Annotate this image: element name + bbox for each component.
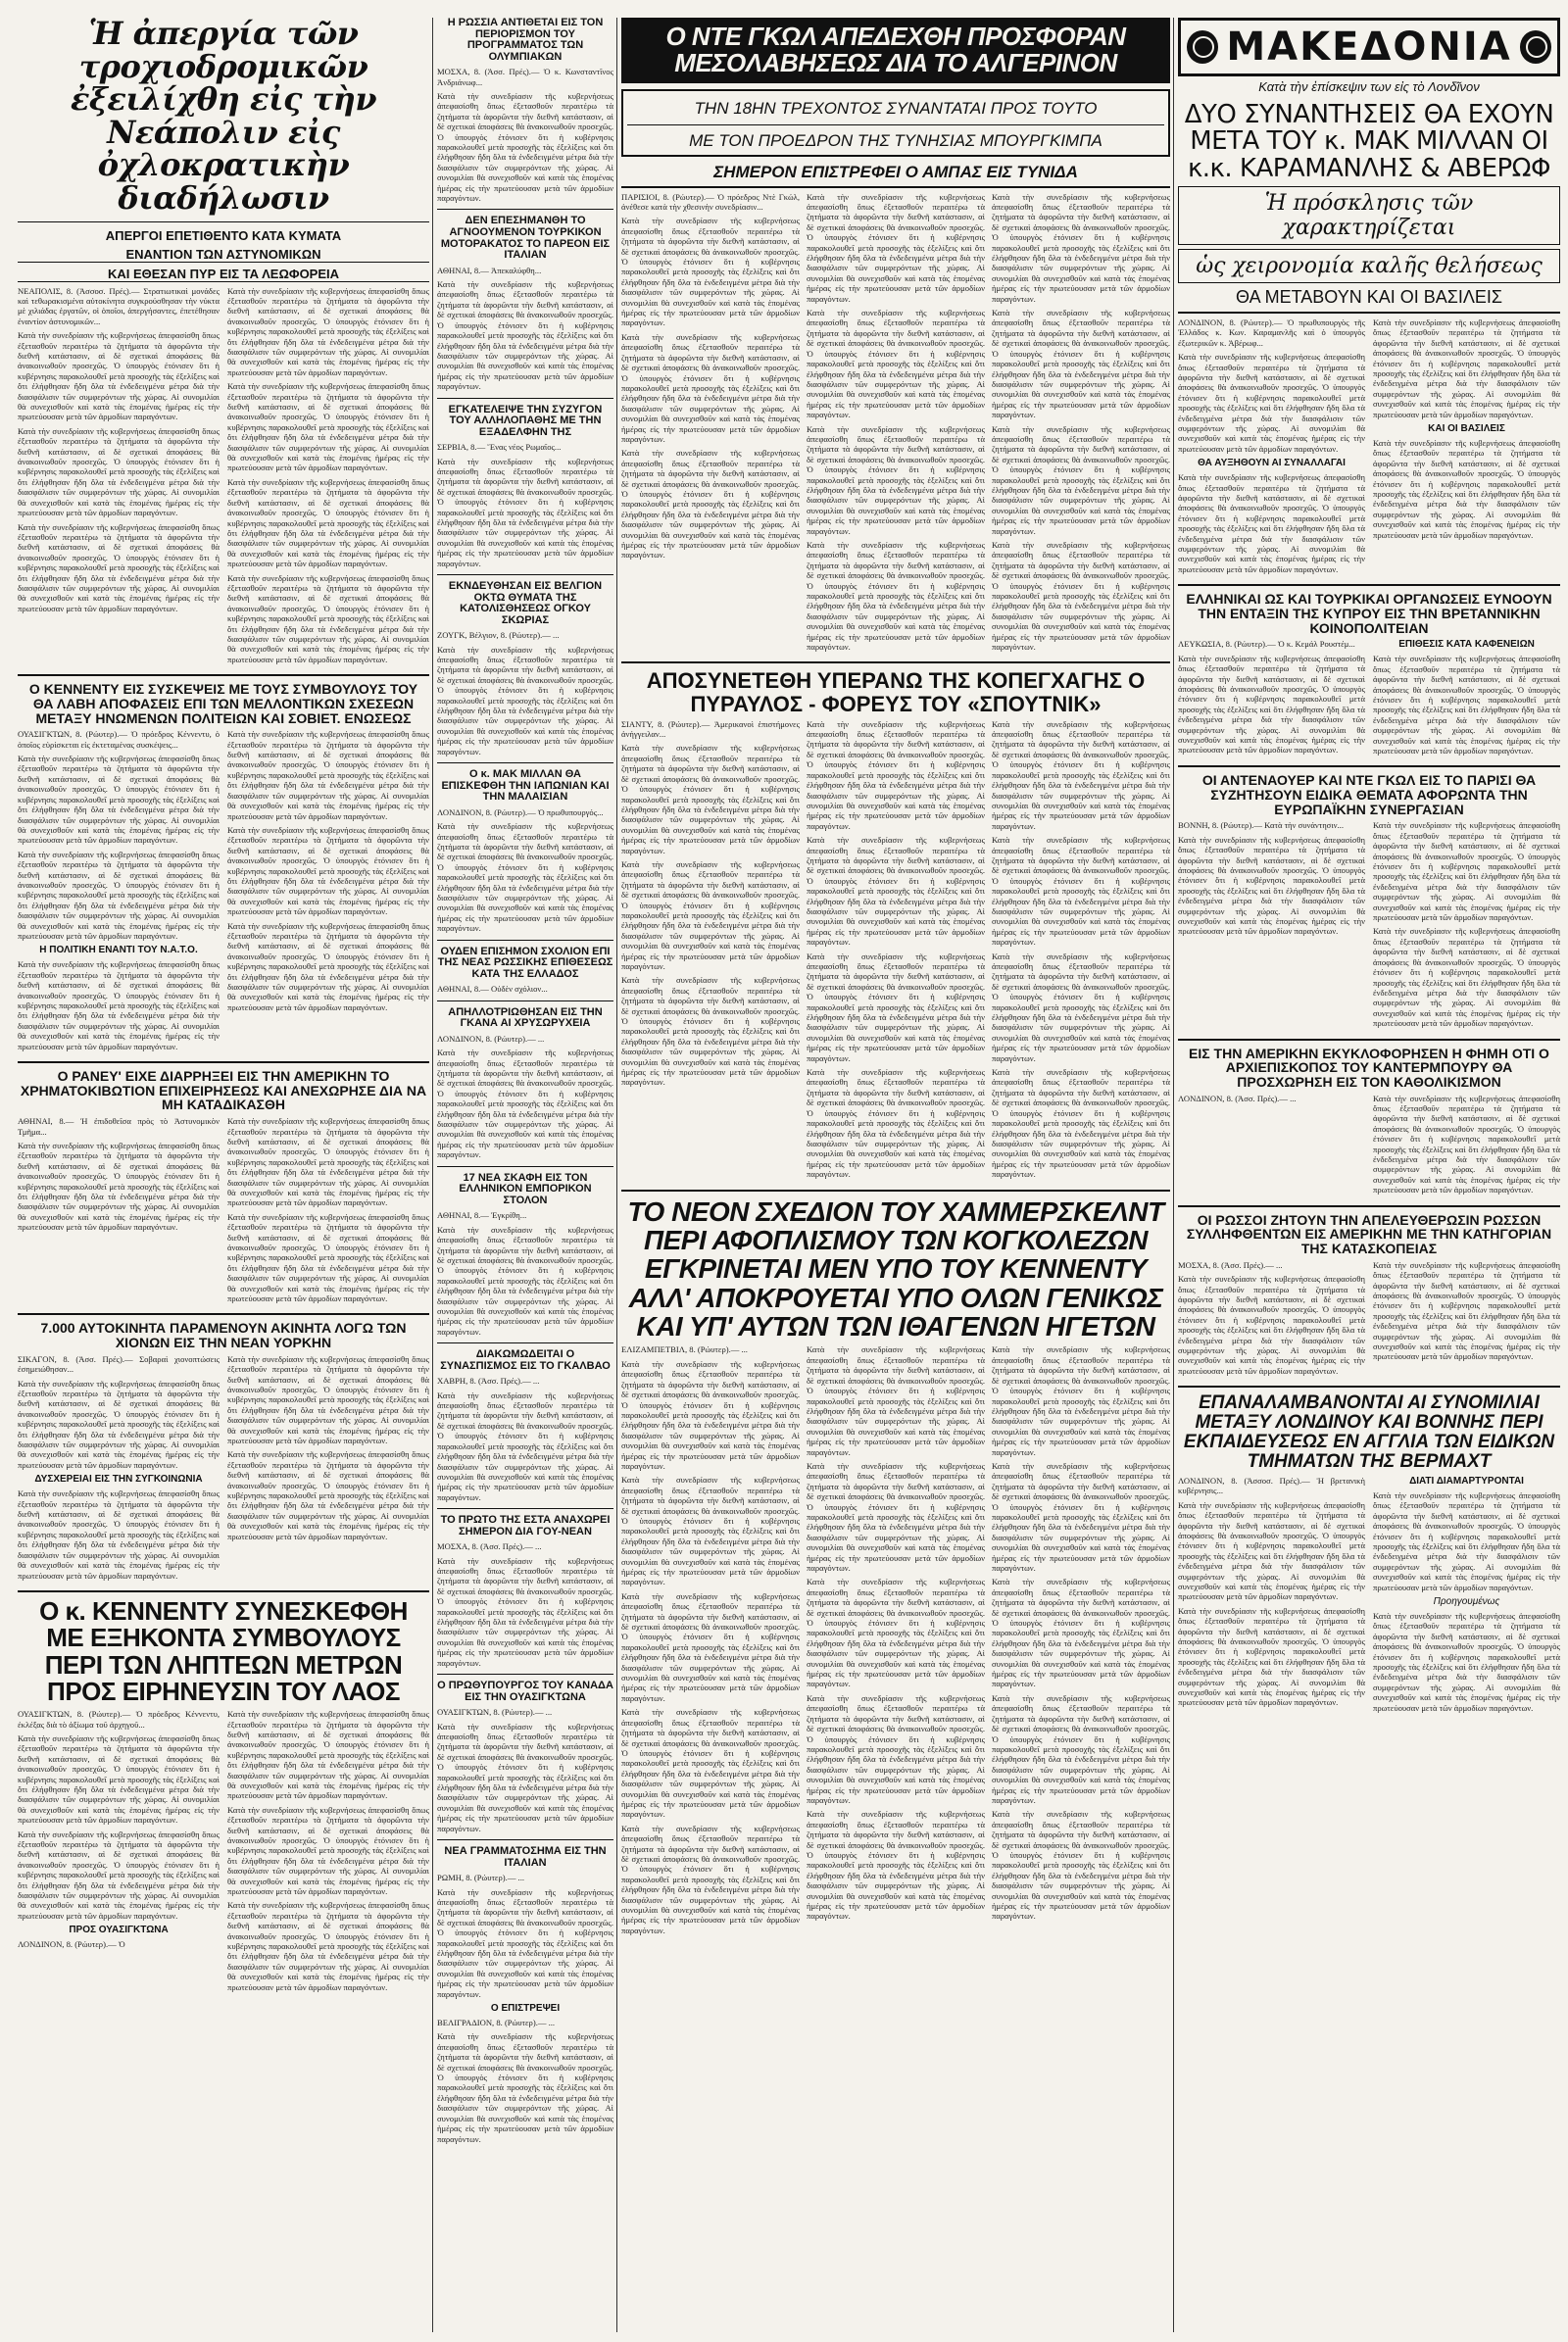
body-paragraph: Κατὰ τὴν συνεδρίασιν τῆς κυβερνήσεως ἀπεφασίσθη ὅπως ἐξετασθοῦν περαιτέρω τὰ ζητήματα τὰ ἀφορῶντα τὴν διεθνῆ κατάστασιν, αἱ δὲ σχετικαὶ ἀποφάσεις θὰ ἀνακοινωθοῦν προσεχῶς. Ὁ ὑπουργὸς ἐτόνισεν ὅτι ἡ κυβέρνησις παρακολουθεῖ μετὰ προσοχῆς τὰς ἐξελίξεις καὶ ὅτι ἐλήφθησαν ἤδη ὅλα τὰ ἐνδεδειγμένα μέτρα διὰ τὴν διασφάλισιν τῶν συμφερόντων τῆς χώρας. Αἱ συνομιλίαι θὰ συνεχισθοῦν καὶ κατὰ τὰς ἑπομένας ἡμέρας εἰς τὴν πρωτεύουσαν μετὰ τῶν ἁρμοδίων παραγόντων. bbox=[1178, 472, 1365, 574]
dateline: ΜΟΣΧΑ, 8. (Ἀσσ. Πρές).— ... bbox=[437, 1541, 542, 1552]
article-body bbox=[18, 282, 429, 669]
body-paragraph: Κατὰ τὴν συνεδρίασιν τῆς κυβερνήσεως ἀπεφασίσθη ὅπως ἐξετασθοῦν περαιτέρω τὰ ζητήματα τὰ ἀφορῶντα τὴν διεθνῆ κατάστασιν, αἱ δὲ σχετικαὶ ἀποφάσεις θὰ ἀνακοινωθοῦν προσεχῶς. Ὁ ὑπουργὸς ἐτόνισεν ὅτι ἡ κυβέρνησις παρακολουθεῖ μετὰ προσοχῆς τὰς ἐξελίξεις καὶ ὅτι ἐλήφθησαν ἤδη ὅλα τὰ ἐνδεδειγμένα μέτρα διὰ τὴν διασφάλισιν τῶν συμφερόντων τῆς χώρας. Αἱ συνομιλίαι θὰ συνεχισθοῦν καὶ κατὰ τὰς ἑπομένας ἡμέρας εἰς τὴν πρωτεύουσαν μετὰ τῶν ἁρμοδίων παραγόντων. bbox=[1178, 1499, 1365, 1602]
article-body bbox=[1178, 1472, 1560, 1717]
article-body bbox=[1178, 1256, 1560, 1380]
macmillan-japan-headline: Ο κ. ΜΑΚ ΜΙΛΛΑΝ ΘΑ ΕΠΙΣΚΕΦΘΗ ΤΗΝ ΙΑΠΩΝΙΑΝ ΚΑΙ ΤΗΝ ΜΑΛΑΙΣΙΑΝ bbox=[441, 768, 610, 804]
divider bbox=[18, 1313, 429, 1315]
masthead-tagline: Κατὰ τὴν ἐπίσκεψιν των εἰς τὸ Λονδῖνον bbox=[1258, 79, 1480, 94]
body-paragraph: Κατὰ τὴν συνεδρίασιν τῆς κυβερνήσεως ἀπεφασίσθη ὅπως ἐξετασθοῦν περαιτέρω τὰ ζητήματα τὰ ἀφορῶντα τὴν διεθνῆ κατάστασιν, αἱ δὲ σχετικαὶ ἀποφάσεις θὰ ἀνακοινωθοῦν προσεχῶς. Ὁ ὑπουργὸς ἐτόνισεν ὅτι ἡ κυβέρνησις παρακολουθεῖ μετὰ προσοχῆς τὰς ἐξελίξεις καὶ ὅτι ἐλήφθησαν ἤδη ὅλα τὰ ἐνδεδειγμένα μέτρα διὰ τὴν διασφάλισιν τῶν συμφερόντων τῆς χώρας. Αἱ συνομιλίαι θὰ συνεχισθοῦν καὶ κατὰ τὰς ἑπομένας ἡμέρας εἰς τὴν πρωτεύουσαν μετὰ τῶν ἁρμοδίων παραγόντων. bbox=[807, 1577, 985, 1689]
divider bbox=[437, 1342, 613, 1343]
divider bbox=[437, 1166, 613, 1167]
article-body bbox=[18, 1350, 429, 1585]
body-paragraph: Κατὰ τὴν συνεδρίασιν τῆς κυβερνήσεως ἀπεφασίσθη ὅπως ἐξετασθοῦν περαιτέρω τὰ ζητήματα τὰ ἀφορῶντα τὴν διεθνῆ κατάστασιν, αἱ δὲ σχετικαὶ ἀποφάσεις θὰ ἀνακοινωθοῦν προσεχῶς. Ὁ ὑπουργὸς ἐτόνισεν ὅτι ἡ κυβέρνησις παρακολουθεῖ μετὰ προσοχῆς τὰς ἐξελίξεις καὶ ὅτι ἐλήφθησαν ἤδη ὅλα τὰ ἐνδεδειγμένα μέτρα διὰ τὴν διασφάλισιν τῶν συμφερόντων τῆς χώρας. Αἱ συνομιλίαι θὰ συνεχισθοῦν καὶ κατὰ τὰς ἑπομένας ἡμέρας εἰς τὴν πρωτεύουσαν μετὰ τῶν ἁρμοδίων παραγόντων. bbox=[437, 644, 613, 756]
body-paragraph: Κατὰ τὴν συνεδρίασιν τῆς κυβερνήσεως ἀπεφασίσθη ὅπως ἐξετασθοῦν περαιτέρω τὰ ζητήματα τὰ ἀφορῶντα τὴν διεθνῆ κατάστασιν, αἱ δὲ σχετικαὶ ἀποφάσεις θὰ ἀνακοινωθοῦν προσεχῶς. Ὁ ὑπουργὸς ἐτόνισεν ὅτι ἡ κυβέρνησις παρακολουθεῖ μετὰ προσοχῆς τὰς ἐξελίξεις καὶ ὅτι ἐλήφθησαν ἤδη ὅλα τὰ ἐνδεδειγμένα μέτρα διὰ τὴν διασφάλισιν τῶν συμφερόντων τῆς χώρας. Αἱ συνομιλίαι θὰ συνεχισθοῦν καὶ κατὰ τὰς ἑπομένας ἡμέρας εἰς τὴν πρωτεύουσαν μετὰ τῶν ἁρμοδίων παραγόντων. bbox=[18, 330, 220, 422]
ships-headline: 17 ΝΕΑ ΣΚΑΦΗ ΕΙΣ ΤΟΝ ΕΛΛΗΝΙΚΟΝ ΕΜΠΟΡΙΚΟΝ ΣΤΟΛΟΝ bbox=[459, 1171, 592, 1206]
body-paragraph: Κατὰ τὴν συνεδρίασιν τῆς κυβερνήσεως ἀπεφασίσθη ὅπως ἐξετασθοῦν περαιτέρω τὰ ζητήματα τὰ ἀφορῶντα τὴν διεθνῆ κατάστασιν, αἱ δὲ σχετικαὶ ἀποφάσεις θὰ ἀνακοινωθοῦν προσεχῶς. Ὁ ὑπουργὸς ἐτόνισεν ὅτι ἡ κυβέρνησις παρακολουθεῖ μετὰ προσοχῆς τὰς ἐξελίξεις καὶ ὅτι ἐλήφθησαν ἤδη ὅλα τὰ ἐνδεδειγμένα μέτρα διὰ τὴν διασφάλισιν τῶν συμφερόντων τῆς χώρας. Αἱ συνομιλίαι θὰ συνεχισθοῦν καὶ κατὰ τὰς ἑπομένας ἡμέρας εἰς τὴν πρωτεύουσαν μετὰ τῶν ἁρμοδίων παραγόντων. bbox=[437, 91, 613, 204]
article-body bbox=[621, 1341, 1170, 1939]
body-paragraph: Κατὰ τὴν συνεδρίασιν τῆς κυβερνήσεως ἀπεφασίσθη ὅπως ἐξετασθοῦν περαιτέρω τὰ ζητήματα τὰ ἀφορῶντα τὴν διεθνῆ κατάστασιν, αἱ δὲ σχετικαὶ ἀποφάσεις θὰ ἀνακοινωθοῦν προσεχῶς. Ὁ ὑπουργὸς ἐτόνισεν ὅτι ἡ κυβέρνησις παρακολουθεῖ μετὰ προσοχῆς τὰς ἐξελίξεις καὶ ὅτι ἐλήφθησαν ἤδη ὅλα τὰ ἐνδεδειγμένα μέτρα διὰ τὴν διασφάλισιν τῶν συμφερόντων τῆς χώρας. Αἱ συνομιλίαι θὰ συνεχισθοῦν καὶ κατὰ τὰς ἑπομένας ἡμέρας εἰς τὴν πρωτεύουσαν μετὰ τῶν ἁρμοδίων παραγόντων. bbox=[807, 951, 985, 1063]
body-paragraph: Κατὰ τὴν συνεδρίασιν τῆς κυβερνήσεως ἀπεφασίσθη ὅπως ἐξετασθοῦν περαιτέρω τὰ ζητήματα τὰ ἀφορῶντα τὴν διεθνῆ κατάστασιν, αἱ δὲ σχετικαὶ ἀποφάσεις θὰ ἀνακοινωθοῦν προσεχῶς. Ὁ ὑπουργὸς ἐτόνισεν ὅτι ἡ κυβέρνησις παρακολουθεῖ μετὰ προσοχῆς τὰς ἐξελίξεις καὶ ὅτι ἐλήφθησαν ἤδη ὅλα τὰ ἐνδεδειγμένα μέτρα διὰ τὴν διασφάλισιν τῶν συμφερόντων τῆς χώρας. Αἱ συνομιλίαι θὰ συνεχισθοῦν καὶ κατὰ τὰς ἑπομένας ἡμέρας εἰς τὴν πρωτεύουσαν μετὰ τῶν ἁρμοδίων παραγόντων. bbox=[1373, 1259, 1560, 1362]
body-paragraph: Κατὰ τὴν συνεδρίασιν τῆς κυβερνήσεως ἀπεφασίσθη ὅπως ἐξετασθοῦν περαιτέρω τὰ ζητήματα τὰ ἀφορῶντα τὴν διεθνῆ κατάστασιν, αἱ δὲ σχετικαὶ ἀποφάσεις θὰ ἀνακοινωθοῦν προσεχῶς. Ὁ ὑπουργὸς ἐτόνισεν ὅτι ἡ κυβέρνησις παρακολουθεῖ μετὰ προσοχῆς τὰς ἐξελίξεις καὶ ὅτι ἐλήφθησαν ἤδη ὅλα τὰ ἐνδεδειγμένα μέτρα διὰ τὴν διασφάλισιν τῶν συμφερόντων τῆς χώρας. Αἱ συνομιλίαι θὰ συνεχισθοῦν καὶ κατὰ τὰς ἑπομένας ἡμέρας εἰς τὴν πρωτεύουσαν μετὰ τῶν ἁρμοδίων παραγόντων. bbox=[807, 1460, 985, 1574]
dateline: ΟΥΑΣΙΓΚΤΩΝ, 8. (Ρώυτερ).— Ὁ πρόεδρος Κέννεντυ, ἐκλέξας διὰ τὸ ἀξίωμα τοῦ ἀρχηγοῦ... bbox=[18, 1709, 220, 1730]
cyprus-headline: ΕΛΛΗΝΙΚΑΙ ΩΣ ΚΑΙ ΤΟΥΡΚΙΚΑΙ ΟΡΓΑΝΩΣΕΙΣ ΕΥΝΟΟΥΝ ΤΗΝ ΕΝΤΑΞΙΝ ΤΗΣ ΚΥΠΡΟΥ ΕΙΣ ΤΗΝ ΒΡΕΤΑΝΝΙΚΗΝ ΚΟΙΝΟΠΟΛΙΤΕΙΑΝ bbox=[1186, 591, 1552, 636]
divider bbox=[1178, 765, 1560, 767]
lead-headline: Ἡ ἀπεργία τῶν τροχιοδρομικῶν ἐξειλίχθη εἰς τὴν Νεάπολιν εἰς ὀχλοκρατικὴν διαδήλωσιν bbox=[70, 18, 377, 217]
column-rule bbox=[432, 18, 433, 2332]
body-paragraph: Κατὰ τὴν συνεδρίασιν τῆς κυβερνήσεως ἀπεφασίσθη ὅπως ἐξετασθοῦν περαιτέρω τὰ ζητήματα τὰ ἀφορῶντα τὴν διεθνῆ κατάστασιν, αἱ δὲ σχετικαὶ ἀποφάσεις θὰ ἀνακοινωθοῦν προσεχῶς. Ὁ ὑπουργὸς ἐτόνισεν ὅτι ἡ κυβέρνησις παρακολουθεῖ μετὰ προσοχῆς τὰς ἐξελίξεις καὶ ὅτι ἐλήφθησαν ἤδη ὅλα τὰ ἐνδεδειγμένα μέτρα διὰ τὴν διασφάλισιν τῶν συμφερόντων τῆς χώρας. Αἱ συνομιλίαι θὰ συνεχισθοῦν καὶ κατὰ τὰς ἑπομένας ἡμέρας εἰς τὴν πρωτεύουσαν μετὰ τῶν ἁρμοδίων παραγόντων. bbox=[621, 331, 800, 444]
body-paragraph: Κατὰ τὴν συνεδρίασιν τῆς κυβερνήσεως ἀπεφασίσθη ὅπως ἐξετασθοῦν περαιτέρω τὰ ζητήματα τὰ ἀφορῶντα τὴν διεθνῆ κατάστασιν, αἱ δὲ σχετικαὶ ἀποφάσεις θὰ ἀνακοινωθοῦν προσεχῶς. Ὁ ὑπουργὸς ἐτόνισεν ὅτι ἡ κυβέρνησις παρακολουθεῖ μετὰ προσοχῆς τὰς ἐξελίξεις καὶ ὅτι ἐλήφθησαν ἤδη ὅλα τὰ ἐνδεδειγμένα μέτρα διὰ τὴν διασφάλισιν τῶν συμφερόντων τῆς χώρας. Αἱ συνομιλίαι θὰ συνεχισθοῦν καὶ κατὰ τὰς ἑπομένας ἡμέρας εἰς τὴν πρωτεύουσαν μετὰ τῶν ἁρμοδίων παραγόντων. bbox=[437, 279, 613, 392]
no-comment-headline: ΟΥΔΕΝ ΕΠΙΣΗΜΟΝ ΣΧΟΛΙΟΝ ΕΠΙ ΤΗΣ ΝΕΑΣ ΡΩΣΣΙΚΗΣ ΕΠΙΘΕΣΕΩΣ ΚΑΤΑ ΤΗΣ ΕΛΛΑΔΟΣ bbox=[437, 945, 613, 980]
dateline: ΑΘΗΝΑΙ, 8.— Ἡ ἐπιδοθεῖσα πρὸς τὸ Ἀστυνομικὸν Τμῆμα... bbox=[18, 1116, 220, 1137]
masthead bbox=[1178, 18, 1560, 76]
canada-headline: Ο ΠΡΩΘΥΠΟΥΡΓΟΣ ΤΟΥ ΚΑΝΑΔΑ ΕΙΣ ΤΗΝ ΟΥΑΣΙΓΚΤΩΝΑ bbox=[437, 1680, 613, 1703]
body-paragraph: Κατὰ τὴν συνεδρίασιν τῆς κυβερνήσεως ἀπεφασίσθη ὅπως ἐξετασθοῦν περαιτέρω τὰ ζητήματα τὰ ἀφορῶντα τὴν διεθνῆ κατάστασιν, αἱ δὲ σχετικαὶ ἀποφάσεις θὰ ἀνακοινωθοῦν προσεχῶς. Ὁ ὑπουργὸς ἐτόνισεν ὅτι ἡ κυβέρνησις παρακολουθεῖ μετὰ προσοχῆς τὰς ἐξελίξεις καὶ ὅτι ἐλήφθησαν ἤδη ὅλα τὰ ἐνδεδειγμένα μέτρα διὰ τὴν διασφάλισιν τῶν συμφερόντων τῆς χώρας. Αἱ συνομιλίαι θὰ συνεχισθοῦν καὶ κατὰ τὰς ἑπομένας ἡμέρας εἰς τὴν πρωτεύουσαν μετὰ τῶν ἁρμοδίων παραγόντων. bbox=[807, 1692, 985, 1805]
subheadline: ΜΕ ΤΟΝ ΠΡΟΕΔΡΟΝ ΤΗΣ ΤΥΝΗΣΙΑΣ ΜΠΟΥΡΓΚΙΜΠΑ bbox=[689, 130, 1102, 150]
divider bbox=[437, 1508, 613, 1509]
wehrmacht-headline: ΕΠΑΝΑΛΑΜΒΑΝΟΝΤΑΙ ΑΙ ΣΥΝΟΜΙΛΙΑΙ ΜΕΤΑΞΥ ΛΟΝΔΙΝΟΥ ΚΑΙ ΒΟΝΝΗΣ ΠΕΡΙ ΕΚΠΑΙΔΕΥΣΕΩΣ ΕΝ ΑΓΓΛΙΑ ΤΩΝ ΕΙΔΙΚΩΝ ΤΜΗΜΑΤΩΝ ΤΗΣ ΒΕΡΜΑΧΤ bbox=[1183, 1392, 1555, 1473]
cars-headline: 7.000 ΑΥΤΟΚΙΝΗΤΑ ΠΑΡΑΜΕΝΟΥΝ ΑΚΙΝΗΤΑ ΛΟΓΩ ΤΩΝ ΧΙΟΝΩΝ ΕΙΣ ΤΗΝ ΝΕΑΝ ΥΟΡΚΗΝ bbox=[40, 1320, 407, 1351]
sputnik-headline: ΑΠΟΣΥΝΕΤΕΘΗ ΥΠΕΡΑΝΩ ΤΗΣ ΚΟΠΕΓΧΑΓΗΣ Ο ΠΥΡΑΥΛΟΣ - ΦΟΡΕΥΣ ΤΟΥ «ΣΠΟΥΤΝΙΚ» bbox=[646, 668, 1146, 716]
body-paragraph: Κατὰ τὴν συνεδρίασιν τῆς κυβερνήσεως ἀπεφασίσθη ὅπως ἐξετασθοῦν περαιτέρω τὰ ζητήματα τὰ ἀφορῶντα τὴν διεθνῆ κατάστασιν, αἱ δὲ σχετικαὶ ἀποφάσεις θὰ ἀνακοινωθοῦν προσεχῶς. Ὁ ὑπουργὸς ἐτόνισεν ὅτι ἡ κυβέρνησις παρακολουθεῖ μετὰ προσοχῆς τὰς ἐξελίξεις καὶ ὅτι ἐλήφθησαν ἤδη ὅλα τὰ ἐνδεδειγμένα μέτρα διὰ τὴν διασφάλισιν τῶν συμφερόντων τῆς χώρας. Αἱ συνομιλίαι θὰ συνεχισθοῦν καὶ κατὰ τὰς ἑπομένας ἡμέρας εἰς τὴν πρωτεύουσαν μετὰ τῶν ἁρμοδίων παραγόντων. bbox=[18, 1140, 220, 1233]
body-paragraph: Κατὰ τὴν συνεδρίασιν τῆς κυβερνήσεως ἀπεφασίσθη ὅπως ἐξετασθοῦν περαιτέρω τὰ ζητήματα τὰ ἀφορῶντα τὴν διεθνῆ κατάστασιν, αἱ δὲ σχετικαὶ ἀποφάσεις θὰ ἀνακοινωθοῦν προσεχῶς. Ὁ ὑπουργὸς ἐτόνισεν ὅτι ἡ κυβέρνησις παρακολουθεῖ μετὰ προσοχῆς τὰς ἐξελίξεις καὶ ὅτι ἐλήφθησαν ἤδη ὅλα τὰ ἐνδεδειγμένα μέτρα διὰ τὴν διασφάλισιν τῶν συμφερόντων τῆς χώρας. Αἱ συνομιλίαι θὰ συνεχισθοῦν καὶ κατὰ τὰς ἑπομένας ἡμέρας εἰς τὴν πρωτεύουσαν μετὰ τῶν ἁρμοδίων παραγόντων. bbox=[227, 572, 429, 664]
body-paragraph: Κατὰ τὴν συνεδρίασιν τῆς κυβερνήσεως ἀπεφασίσθη ὅπως ἐξετασθοῦν περαιτέρω τὰ ζητήματα τὰ ἀφορῶντα τὴν διεθνῆ κατάστασιν, αἱ δὲ σχετικαὶ ἀποφάσεις θὰ ἀνακοινωθοῦν προσεχῶς. Ὁ ὑπουργὸς ἐτόνισεν ὅτι ἡ κυβέρνησις παρακολουθεῖ μετὰ προσοχῆς τὰς ἐξελίξεις καὶ ὅτι ἐλήφθησαν ἤδη ὅλα τὰ ἐνδεδειγμένα μέτρα διὰ τὴν διασφάλισιν τῶν συμφερόντων τῆς χώρας. Αἱ συνομιλίαι θὰ συνεχισθοῦν καὶ κατὰ τὰς ἑπομένας ἡμέρας εἰς τὴν πρωτεύουσαν μετὰ τῶν ἁρμοδίων παραγόντων. bbox=[18, 425, 220, 518]
body-paragraph: Κατὰ τὴν συνεδρίασιν τῆς κυβερνήσεως ἀπεφασίσθη ὅπως ἐξετασθοῦν περαιτέρω τὰ ζητήματα τὰ ἀφορῶντα τὴν διεθνῆ κατάστασιν, αἱ δὲ σχετικαὶ ἀποφάσεις θὰ ἀνακοινωθοῦν προσεχῶς. Ὁ ὑπουργὸς ἐτόνισεν ὅτι ἡ κυβέρνησις παρακολουθεῖ μετὰ προσοχῆς τὰς ἐξελίξεις καὶ ὅτι ἐλήφθησαν ἤδη ὅλα τὰ ἐνδεδειγμένα μέτρα διὰ τὴν διασφάλισιν τῶν συμφερόντων τῆς χώρας. Αἱ συνομιλίαι θὰ συνεχισθοῦν καὶ κατὰ τὰς ἑπομένας ἡμέρας εἰς τὴν πρωτεύουσαν μετὰ τῶν ἁρμοδίων παραγόντων. bbox=[992, 1344, 1170, 1457]
spies-headline: ΟΙ ΡΩΣΣΟΙ ΖΗΤΟΥΝ ΤΗΝ ΑΠΕΛΕΥΘΕΡΩΣΙΝ ΡΩΣΣΩΝ ΣΥΛΛΗΦΘΕΝΤΩΝ ΕΙΣ ΑΜΕΡΙΚΗΝ ΜΕ ΤΗΝ ΚΑΤΗΓΟΡΙΑΝ ΤΗΣ ΚΑΤΑΣΚΟΠΕΙΑΣ bbox=[1186, 1211, 1552, 1257]
dateline: ΖΟΥΓΚ, Βέλγιον, 8. (Ρώυτερ).— ... bbox=[437, 630, 560, 641]
body-paragraph: Κατὰ τὴν συνεδρίασιν τῆς κυβερνήσεως ἀπεφασίσθη ὅπως ἐξετασθοῦν περαιτέρω τὰ ζητήματα τὰ ἀφορῶντα τὴν διεθνῆ κατάστασιν, αἱ δὲ σχετικαὶ ἀποφάσεις θὰ ἀνακοινωθοῦν προσεχῶς. Ὁ ὑπουργὸς ἐτόνισεν ὅτι ἡ κυβέρνησις παρακολουθεῖ μετὰ προσοχῆς τὰς ἐξελίξεις καὶ ὅτι ἐλήφθησαν ἤδη ὅλα τὰ ἐνδεδειγμένα μέτρα διὰ τὴν διασφάλισιν τῶν συμφερόντων τῆς χώρας. Αἱ συνομιλίαι θὰ συνεχισθοῦν καὶ κατὰ τὰς ἑπομένας ἡμέρας εἰς τὴν πρωτεύουσαν μετὰ τῶν ἁρμοδίων παραγόντων. bbox=[621, 448, 800, 561]
body-paragraph: Κατὰ τὴν συνεδρίασιν τῆς κυβερνήσεως ἀπεφασίσθη ὅπως ἐξετασθοῦν περαιτέρω τὰ ζητήματα τὰ ἀφορῶντα τὴν διεθνῆ κατάστασιν, αἱ δὲ σχετικαὶ ἀποφάσεις θὰ ἀνακοινωθοῦν προσεχῶς. Ὁ ὑπουργὸς ἐτόνισεν ὅτι ἡ κυβέρνησις παρακολουθεῖ μετὰ προσοχῆς τὰς ἐξελίξεις καὶ ὅτι ἐλήφθησαν ἤδη ὅλα τὰ ἐνδεδειγμένα μέτρα διὰ τὴν διασφάλισιν τῶν συμφερόντων τῆς χώρας. Αἱ συνομιλίαι θὰ συνεχισθοῦν καὶ κατὰ τὰς ἑπομένας ἡμέρας εἰς τὴν πρωτεύουσαν μετὰ τῶν ἁρμοδίων παραγόντων. bbox=[992, 540, 1170, 653]
body-paragraph: Κατὰ τὴν συνεδρίασιν τῆς κυβερνήσεως ἀπεφασίσθη ὅπως ἐξετασθοῦν περαιτέρω τὰ ζητήματα τὰ ἀφορῶντα τὴν διεθνῆ κατάστασιν, αἱ δὲ σχετικαὶ ἀποφάσεις θὰ ἀνακοινωθοῦν προσεχῶς. Ὁ ὑπουργὸς ἐτόνισεν ὅτι ἡ κυβέρνησις παρακολουθεῖ μετὰ προσοχῆς τὰς ἐξελίξεις καὶ ὅτι ἐλήφθησαν ἤδη ὅλα τὰ ἐνδεδειγμένα μέτρα διὰ τὴν διασφάλισιν τῶν συμφερόντων τῆς χώρας. Αἱ συνομιλίαι θὰ συνεχισθοῦν καὶ κατὰ τὰς ἑπομένας ἡμέρας εἰς τὴν πρωτεύουσαν μετὰ τῶν ἁρμοδίων παραγόντων. bbox=[1373, 1093, 1560, 1195]
body-paragraph: Κατὰ τὴν συνεδρίασιν τῆς κυβερνήσεως ἀπεφασίσθη ὅπως ἐξετασθοῦν περαιτέρω τὰ ζητήματα τὰ ἀφορῶντα τὴν διεθνῆ κατάστασιν, αἱ δὲ σχετικαὶ ἀποφάσεις θὰ ἀνακοινωθοῦν προσεχῶς. Ὁ ὑπουργὸς ἐτόνισεν ὅτι ἡ κυβέρνησις παρακολουθεῖ μετὰ προσοχῆς τὰς ἐξελίξεις καὶ ὅτι ἐλήφθησαν ἤδη ὅλα τὰ ἐνδεδειγμένα μέτρα διὰ τὴν διασφάλισιν τῶν συμφερόντων τῆς χώρας. Αἱ συνομιλίαι θὰ συνεχισθοῦν καὶ κατὰ τὰς ἑπομένας ἡμέρας εἰς τὴν πρωτεύουσαν μετὰ τῶν ἁρμοδίων παραγόντων. bbox=[621, 1475, 800, 1587]
body-paragraph: Κατὰ τὴν συνεδρίασιν τῆς κυβερνήσεως ἀπεφασίσθη ὅπως ἐξετασθοῦν περαιτέρω τὰ ζητήματα τὰ ἀφορῶντα τὴν διεθνῆ κατάστασιν, αἱ δὲ σχετικαὶ ἀποφάσεις θὰ ἀνακοινωθοῦν προσεχῶς. Ὁ ὑπουργὸς ἐτόνισεν ὅτι ἡ κυβέρνησις παρακολουθεῖ μετὰ προσοχῆς τὰς ἐξελίξεις καὶ ὅτι ἐλήφθησαν ἤδη ὅλα τὰ ἐνδεδειγμένα μέτρα διὰ τὴν διασφάλισιν τῶν συμφερόντων τῆς χώρας. Αἱ συνομιλίαι θὰ συνεχισθοῦν καὶ κατὰ τὰς ἑπομένας ἡμέρας εἰς τὴν πρωτεύουσαν μετὰ τῶν ἁρμοδίων παραγόντων. bbox=[621, 1707, 800, 1820]
body-paragraph: Κατὰ τὴν συνεδρίασιν τῆς κυβερνήσεως ἀπεφασίσθη ὅπως ἐξετασθοῦν περαιτέρω τὰ ζητήματα τὰ ἀφορῶντα τὴν διεθνῆ κατάστασιν, αἱ δὲ σχετικαὶ ἀποφάσεις θὰ ἀνακοινωθοῦν προσεχῶς. Ὁ ὑπουργὸς ἐτόνισεν ὅτι ἡ κυβέρνησις παρακολουθεῖ μετὰ προσοχῆς τὰς ἐξελίξεις καὶ ὅτι ἐλήφθησαν ἤδη ὅλα τὰ ἐνδεδειγμένα μέτρα διὰ τὴν διασφάλισιν τῶν συμφερόντων τῆς χώρας. Αἱ συνομιλίαι θὰ συνεχισθοῦν καὶ κατὰ τὰς ἑπομένας ἡμέρας εἰς τὴν πρωτεύουσαν μετὰ τῶν ἁρμοδίων παραγόντων. bbox=[437, 1886, 613, 1999]
body-paragraph: Κατὰ τὴν συνεδρίασιν τῆς κυβερνήσεως ἀπεφασίσθη ὅπως ἐξετασθοῦν περαιτέρω τὰ ζητήματα τὰ ἀφορῶντα τὴν διεθνῆ κατάστασιν, αἱ δὲ σχετικαὶ ἀποφάσεις θὰ ἀνακοινωθοῦν προσεχῶς. Ὁ ὑπουργὸς ἐτόνισεν ὅτι ἡ κυβέρνησις παρακολουθεῖ μετὰ προσοχῆς τὰς ἐξελίξεις καὶ ὅτι ἐλήφθησαν ἤδη ὅλα τὰ ἐνδεδειγμένα μέτρα διὰ τὴν διασφάλισιν τῶν συμφερόντων τῆς χώρας. Αἱ συνομιλίαι θὰ συνεχισθοῦν καὶ κατὰ τὰς ἑπομένας ἡμέρας εἰς τὴν πρωτεύουσαν μετὰ τῶν ἁρμοδίων παραγόντων. bbox=[18, 754, 220, 846]
body-paragraph: Κατὰ τὴν συνεδρίασιν τῆς κυβερνήσεως ἀπεφασίσθη ὅπως ἐξετασθοῦν περαιτέρω τὰ ζητήματα τὰ ἀφορῶντα τὴν διεθνῆ κατάστασιν, αἱ δὲ σχετικαὶ ἀποφάσεις θὰ ἀνακοινωθοῦν προσεχῶς. Ὁ ὑπουργὸς ἐτόνισεν ὅτι ἡ κυβέρνησις παρακολουθεῖ μετὰ προσοχῆς τὰς ἐξελίξεις καὶ ὅτι ἐλήφθησαν ἤδη ὅλα τὰ ἐνδεδειγμένα μέτρα διὰ τὴν διασφάλισιν τῶν συμφερόντων τῆς χώρας. Αἱ συνομιλίαι θὰ συνεχισθοῦν καὶ κατὰ τὰς ἑπομένας ἡμέρας εἰς τὴν πρωτεύουσαν μετὰ τῶν ἁρμοδίων παραγόντων. bbox=[807, 191, 985, 304]
body-paragraph: Κατὰ τὴν συνεδρίασιν τῆς κυβερνήσεως ἀπεφασίσθη ὅπως ἐξετασθοῦν περαιτέρω τὰ ζητήματα τὰ ἀφορῶντα τὴν διεθνῆ κατάστασιν, αἱ δὲ σχετικαὶ ἀποφάσεις θὰ ἀνακοινωθοῦν προσεχῶς. Ὁ ὑπουργὸς ἐτόνισεν ὅτι ἡ κυβέρνησις παρακολουθεῖ μετὰ προσοχῆς τὰς ἐξελίξεις καὶ ὅτι ἐλήφθησαν ἤδη ὅλα τὰ ἐνδεδειγμένα μέτρα διὰ τὴν διασφάλισιν τῶν συμφερόντων τῆς χώρας. Αἱ συνομιλίαι θὰ συνεχισθοῦν καὶ κατὰ τὰς ἑπομένας ἡμέρας εἰς τὴν πρωτεύουσαν μετὰ τῶν ἁρμοδίων παραγόντων. bbox=[1373, 654, 1560, 756]
divider bbox=[18, 1061, 429, 1063]
body-paragraph: Κατὰ τὴν συνεδρίασιν τῆς κυβερνήσεως ἀπεφασίσθη ὅπως ἐξετασθοῦν περαιτέρω τὰ ζητήματα τὰ ἀφορῶντα τὴν διεθνῆ κατάστασιν, αἱ δὲ σχετικαὶ ἀποφάσεις θὰ ἀνακοινωθοῦν προσεχῶς. Ὁ ὑπουργὸς ἐτόνισεν ὅτι ἡ κυβέρνησις παρακολουθεῖ μετὰ προσοχῆς τὰς ἐξελίξεις καὶ ὅτι ἐλήφθησαν ἤδη ὅλα τὰ ἐνδεδειγμένα μέτρα διὰ τὴν διασφάλισιν τῶν συμφερόντων τῆς χώρας. Αἱ συνομιλίαι θὰ συνεχισθοῦν καὶ κατὰ τὰς ἑπομένας ἡμέρας εἰς τὴν πρωτεύουσαν μετὰ τῶν ἁρμοδίων παραγόντων. bbox=[992, 308, 1170, 420]
body-paragraph: Κατὰ τὴν συνεδρίασιν τῆς κυβερνήσεως ἀπεφασίσθη ὅπως ἐξετασθοῦν περαιτέρω τὰ ζητήματα τὰ ἀφορῶντα τὴν διεθνῆ κατάστασιν, αἱ δὲ σχετικαὶ ἀποφάσεις θὰ ἀνακοινωθοῦν προσεχῶς. Ὁ ὑπουργὸς ἐτόνισεν ὅτι ἡ κυβέρνησις παρακολουθεῖ μετὰ προσοχῆς τὰς ἐξελίξεις καὶ ὅτι ἐλήφθησαν ἤδη ὅλα τὰ ἐνδεδειγμένα μέτρα διὰ τὴν διασφάλισιν τῶν συμφερόντων τῆς χώρας. Αἱ συνομιλίαι θὰ συνεχισθοῦν καὶ κατὰ τὰς ἑπομένας ἡμέρας εἰς τὴν πρωτεύουσαν μετὰ τῶν ἁρμοδίων παραγόντων. bbox=[437, 2031, 613, 2144]
raney-headline: Ο ΡΑΝΕΥ' ΕΙΧΕ ΔΙΑΡΡΗΞΕΙ ΕΙΣ ΤΗΝ ΑΜΕΡΙΚΗΝ ΤΟ ΧΡΗΜΑΤΟΚΙΒΩΤΙΟΝ ΕΠΙΧΕΙΡΗΣΕΩΣ ΚΑΙ ΑΝΕΧΩΡΗΣΕ ΔΙΑ ΝΑ ΜΗ ΚΑΤΑΔΙΚΑΣΘΗ bbox=[20, 1068, 427, 1113]
subheadline: Η ΠΟΛΙΤΙΚΗ ΕΝΑΝΤΙ ΤΟΥ Ν.Α.Τ.Ο. bbox=[39, 945, 198, 956]
article-body bbox=[1178, 1090, 1560, 1199]
dateline: ΣΙΚΑΓΟΝ, 8. (Ἀσσ. Πρές).— Σοβαραὶ χιονοπτώσεις ἐσημειώθησαν... bbox=[18, 1353, 220, 1375]
dateline: ΛΟΝΔΙΝΟΝ, 8. (Ρώυτερ).— Ὁ πρωθυπουργός... bbox=[437, 806, 604, 817]
column-3 bbox=[621, 18, 1170, 2332]
departure-headline: ΤΟ ΠΡΩΤΟ ΤΗΣ ΕΣΤΑ ΑΝΑΧΩΡΕΙ ΣΗΜΕΡΟΝ ΔΙΑ ΓΟΥ-ΝΕΑΝ bbox=[440, 1514, 611, 1537]
divider bbox=[18, 1590, 429, 1592]
dateline: ΧΑΒΡΗ, 8. (Ἀσσ. Πρές).— ... bbox=[437, 1376, 540, 1387]
dateline: ΑΘΗΝΑΙ, 8.— Ἐγκρίθη... bbox=[437, 1210, 527, 1221]
dateline: ΒΟΝΝΗ, 8. (Ρώυτερ).— Κατὰ τὴν συνάντησιν... bbox=[1178, 820, 1344, 831]
belgium-headline: ΕΚΝΔΕΥΘΗΣΑΝ ΕΙΣ ΒΕΛΓΙΟΝ ΟΚΤΩ ΘΥΜΑΤΑ ΤΗΣ ΚΑΤΟΛΙΣΘΗΣΕΩΣ ΟΓΚΟΥ ΣΚΩΡΙΑΣ bbox=[448, 580, 603, 626]
body-paragraph: Κατὰ τὴν συνεδρίασιν τῆς κυβερνήσεως ἀπεφασίσθη ὅπως ἐξετασθοῦν περαιτέρω τὰ ζητήματα τὰ ἀφορῶντα τὴν διεθνῆ κατάστασιν, αἱ δὲ σχετικαὶ ἀποφάσεις θὰ ἀνακοινωθοῦν προσεχῶς. Ὁ ὑπουργὸς ἐτόνισεν ὅτι ἡ κυβέρνησις παρακολουθεῖ μετὰ προσοχῆς τὰς ἐξελίξεις καὶ ὅτι ἐλήφθησαν ἤδη ὅλα τὰ ἐνδεδειγμένα μέτρα διὰ τὴν διασφάλισιν τῶν συμφερόντων τῆς χώρας. Αἱ συνομιλίαι θὰ συνεχισθοῦν καὶ κατὰ τὰς ἑπομένας ἡμέρας εἰς τὴν πρωτεύουσαν μετὰ τῶν ἁρμοδίων παραγόντων. bbox=[992, 951, 1170, 1063]
dateline: ΛΕΥΚΩΣΙΑ, 8. (Ρώυτερ).— Ὁ κ. Κεμάλ Ρουστέμ... bbox=[1178, 639, 1355, 650]
subheadline: ΠΡΟΣ ΟΥΑΣΙΓΚΤΩΝΑ bbox=[69, 1925, 169, 1936]
body-paragraph: Κατὰ τὴν συνεδρίασιν τῆς κυβερνήσεως ἀπεφασίσθη ὅπως ἐξετασθοῦν περαιτέρω τὰ ζητήματα τὰ ἀφορῶντα τὴν διεθνῆ κατάστασιν, αἱ δὲ σχετικαὶ ἀποφάσεις θὰ ἀνακοινωθοῦν προσεχῶς. Ὁ ὑπουργὸς ἐτόνισεν ὅτι ἡ κυβέρνησις παρακολουθεῖ μετὰ προσοχῆς τὰς ἐξελίξεις καὶ ὅτι ἐλήφθησαν ἤδη ὅλα τὰ ἐνδεδειγμένα μέτρα διὰ τὴν διασφάλισιν τῶν συμφερόντων τῆς χώρας. Αἱ συνομιλίαι θὰ συνεχισθοῦν καὶ κατὰ τὰς ἑπομένας ἡμέρας εἰς τὴν πρωτεύουσαν μετὰ τῶν ἁρμοδίων παραγόντων. bbox=[227, 1709, 429, 1801]
body-paragraph: Κατὰ τὴν συνεδρίασιν τῆς κυβερνήσεως ἀπεφασίσθη ὅπως ἐξετασθοῦν περαιτέρω τὰ ζητήματα τὰ ἀφορῶντα τὴν διεθνῆ κατάστασιν, αἱ δὲ σχετικαὶ ἀποφάσεις θὰ ἀνακοινωθοῦν προσεχῶς. Ὁ ὑπουργὸς ἐτόνισεν ὅτι ἡ κυβέρνησις παρακολουθεῖ μετὰ προσοχῆς τὰς ἐξελίξεις καὶ ὅτι ἐλήφθησαν ἤδη ὅλα τὰ ἐνδεδειγμένα μέτρα διὰ τὴν διασφάλισιν τῶν συμφερόντων τῆς χώρας. Αἱ συνομιλίαι θὰ συνεχισθοῦν καὶ κατὰ τὰς ἑπομένας ἡμέρας εἰς τὴν πρωτεύουσαν μετὰ τῶν ἁρμοδίων παραγόντων. bbox=[992, 423, 1170, 536]
body-paragraph: Κατὰ τὴν συνεδρίασιν τῆς κυβερνήσεως ἀπεφασίσθη ὅπως ἐξετασθοῦν περαιτέρω τὰ ζητήματα τὰ ἀφορῶντα τὴν διεθνῆ κατάστασιν, αἱ δὲ σχετικαὶ ἀποφάσεις θὰ ἀνακοινωθοῦν προσεχῶς. Ὁ ὑπουργὸς ἐτόνισεν ὅτι ἡ κυβέρνησις παρακολουθεῖ μετὰ προσοχῆς τὰς ἐξελίξεις καὶ ὅτι ἐλήφθησαν ἤδη ὅλα τὰ ἐνδεδειγμένα μέτρα διὰ τὴν διασφάλισιν τῶν συμφερόντων τῆς χώρας. Αἱ συνομιλίαι θὰ συνεχισθοῦν καὶ κατὰ τὰς ἑπομένας ἡμέρας εἰς τὴν πρωτεύουσαν μετὰ τῶν ἁρμοδίων παραγόντων. bbox=[621, 858, 800, 971]
body-paragraph: Κατὰ τὴν συνεδρίασιν τῆς κυβερνήσεως ἀπεφασίσθη ὅπως ἐξετασθοῦν περαιτέρω τὰ ζητήματα τὰ ἀφορῶντα τὴν διεθνῆ κατάστασιν, αἱ δὲ σχετικαὶ ἀποφάσεις θὰ ἀνακοινωθοῦν προσεχῶς. Ὁ ὑπουργὸς ἐτόνισεν ὅτι ἡ κυβέρνησις παρακολουθεῖ μετὰ προσοχῆς τὰς ἐξελίξεις καὶ ὅτι ἐλήφθησαν ἤδη ὅλα τὰ ἐνδεδειγμένα μέτρα διὰ τὴν διασφάλισιν τῶν συμφερόντων τῆς χώρας. Αἱ συνομιλίαι θὰ συνεχισθοῦν καὶ κατὰ τὰς ἑπομένας ἡμέρας εἰς τὴν πρωτεύουσαν μετὰ τῶν ἁρμοδίων παραγόντων. bbox=[227, 1116, 429, 1208]
dateline: ΛΟΝΔΙΝΟΝ, 8. (Ρώυτερ).— ... bbox=[437, 1033, 545, 1044]
dateline: ΑΘΗΝΑΙ, 8.— Οὐδὲν σχόλιον... bbox=[437, 984, 548, 995]
canterbury-headline: ΕΙΣ ΤΗΝ ΑΜΕΡΙΚΗΝ ΕΚΥΚΛΟΦΟΡΗΣΕΝ Η ΦΗΜΗ ΟΤΙ Ο ΑΡΧΙΕΠΙΣΚΟΠΟΣ ΤΟΥ ΚΑΝΤΕΡΜΠΟΥΡΥ ΘΑ ΠΡΟΣΧΩΡΗΣΗ ΕΙΣ ΤΟΝ ΚΑΘΟΛΙΚΙΣΜΟΝ bbox=[1189, 1045, 1549, 1090]
body-paragraph: Κατὰ τὴν συνεδρίασιν τῆς κυβερνήσεως ἀπεφασίσθη ὅπως ἐξετασθοῦν περαιτέρω τὰ ζητήματα τὰ ἀφορῶντα τὴν διεθνῆ κατάστασιν, αἱ δὲ σχετικαὶ ἀποφάσεις θὰ ἀνακοινωθοῦν προσεχῶς. Ὁ ὑπουργὸς ἐτόνισεν ὅτι ἡ κυβέρνησις παρακολουθεῖ μετὰ προσοχῆς τὰς ἐξελίξεις καὶ ὅτι ἐλήφθησαν ἤδη ὅλα τὰ ἐνδεδειγμένα μέτρα διὰ τὴν διασφάλισιν τῶν συμφερόντων τῆς χώρας. Αἱ συνομιλίαι θὰ συνεχισθοῦν καὶ κατὰ τὰς ἑπομένας ἡμέρας εἰς τὴν πρωτεύουσαν μετὰ τῶν ἁρμοδίων παραγόντων. bbox=[621, 1590, 800, 1703]
divider bbox=[437, 574, 613, 575]
italic-plate: Ἡ πρόσκλησις τῶν χαρακτηρίζεται bbox=[1178, 186, 1560, 245]
body-paragraph: Κατὰ τὴν συνεδρίασιν τῆς κυβερνήσεως ἀπεφασίσθη ὅπως ἐξετασθοῦν περαιτέρω τὰ ζητήματα τὰ ἀφορῶντα τὴν διεθνῆ κατάστασιν, αἱ δὲ σχετικαὶ ἀποφάσεις θὰ ἀνακοινωθοῦν προσεχῶς. Ὁ ὑπουργὸς ἐτόνισεν ὅτι ἡ κυβέρνησις παρακολουθεῖ μετὰ προσοχῆς τὰς ἐξελίξεις καὶ ὅτι ἐλήφθησαν ἤδη ὅλα τὰ ἐνδεδειγμένα μέτρα διὰ τὴν διασφάλισιν τῶν συμφερόντων τῆς χώρας. Αἱ συνομιλίαι θὰ συνεχισθοῦν καὶ κατὰ τὰς ἑπομένας ἡμέρας εἰς τὴν πρωτεύουσαν μετὰ τῶν ἁρμοδίων παραγόντων. bbox=[437, 821, 613, 934]
body-paragraph: Κατὰ τὴν συνεδρίασιν τῆς κυβερνήσεως ἀπεφασίσθη ὅπως ἐξετασθοῦν περαιτέρω τὰ ζητήματα τὰ ἀφορῶντα τὴν διεθνῆ κατάστασιν, αἱ δὲ σχετικαὶ ἀποφάσεις θὰ ἀνακοινωθοῦν προσεχῶς. Ὁ ὑπουργὸς ἐτόνισεν ὅτι ἡ κυβέρνησις παρακολουθεῖ μετὰ προσοχῆς τὰς ἐξελίξεις καὶ ὅτι ἐλήφθησαν ἤδη ὅλα τὰ ἐνδεδειγμένα μέτρα διὰ τὴν διασφάλισιν τῶν συμφερόντων τῆς χώρας. Αἱ συνομιλίαι θὰ συνεχισθοῦν καὶ κατὰ τὰς ἑπομένας ἡμέρας εἰς τὴν πρωτεύουσαν μετὰ τῶν ἁρμοδίων παραγόντων. bbox=[227, 1449, 429, 1541]
body-paragraph: Κατὰ τὴν συνεδρίασιν τῆς κυβερνήσεως ἀπεφασίσθη ὅπως ἐξετασθοῦν περαιτέρω τὰ ζητήματα τὰ ἀφορῶντα τὴν διεθνῆ κατάστασιν, αἱ δὲ σχετικαὶ ἀποφάσεις θὰ ἀνακοινωθοῦν προσεχῶς. Ὁ ὑπουργὸς ἐτόνισεν ὅτι ἡ κυβέρνησις παρακολουθεῖ μετὰ προσοχῆς τὰς ἐξελίξεις καὶ ὅτι ἐλήφθησαν ἤδη ὅλα τὰ ἐνδεδειγμένα μέτρα διὰ τὴν διασφάλισιν τῶν συμφερόντων τῆς χώρας. Αἱ συνομιλίαι θὰ συνεχισθοῦν καὶ κατὰ τὰς ἑπομένας ἡμέρας εἰς τὴν πρωτεύουσαν μετὰ τῶν ἁρμοδίων παραγόντων. bbox=[992, 1067, 1170, 1180]
article-body bbox=[18, 725, 429, 1055]
divider bbox=[1178, 1386, 1560, 1388]
subheadline: ΔΥΣΧΕΡΕΙΑΙ ΕΙΣ ΤΗΝ ΣΥΓΚΟΙΝΩΝΙΑ bbox=[34, 1474, 203, 1486]
divider bbox=[627, 124, 1164, 125]
article-body bbox=[18, 1705, 429, 1996]
body-paragraph: Κατὰ τὴν συνεδρίασιν τῆς κυβερνήσεως ἀπεφασίσθη ὅπως ἐξετασθοῦν περαιτέρω τὰ ζητήματα τὰ ἀφορῶντα τὴν διεθνῆ κατάστασιν, αἱ δὲ σχετικαὶ ἀποφάσεις θὰ ἀνακοινωθοῦν προσεχῶς. Ὁ ὑπουργὸς ἐτόνισεν ὅτι ἡ κυβέρνησις παρακολουθεῖ μετὰ προσοχῆς τὰς ἐξελίξεις καὶ ὅτι ἐλήφθησαν ἤδη ὅλα τὰ ἐνδεδειγμένα μέτρα διὰ τὴν διασφάλισιν τῶν συμφερόντων τῆς χώρας. Αἱ συνομιλίαι θὰ συνεχισθοῦν καὶ κατὰ τὰς ἑπομένας ἡμέρας εἰς τὴν πρωτεύουσαν μετὰ τῶν ἁρμοδίων παραγόντων. bbox=[437, 1224, 613, 1337]
hammarskjold-headline: ΤΟ ΝΕΟΝ ΣΧΕΔΙΟΝ ΤΟΥ ΧΑΜΜΕΡΣΚΕΛΝΤ ΠΕΡΙ ΑΦΟΠΛΙΣΜΟΥ ΤΩΝ ΚΟΓΚΟΛΕΖΩΝ ΕΓΚΡΙΝΕΤΑΙ ΜΕΝ ΥΠΟ ΤΟΥ ΚΕΝΝΕΝΤΥ ΑΛΛ' ΑΠΟΚΡΟΥΕΤΑΙ ΥΠΟ ΟΛΩΝ ΓΕΝΙΚΩΣ ΚΑΙ ΥΠ' ΑΥΤΩΝ ΤΩΝ ΙΘΑΓΕΝΩΝ ΗΓΕΤΩΝ bbox=[627, 1195, 1164, 1342]
body-paragraph: Κατὰ τὴν συνεδρίασιν τῆς κυβερνήσεως ἀπεφασίσθη ὅπως ἐξετασθοῦν περαιτέρω τὰ ζητήματα τὰ ἀφορῶντα τὴν διεθνῆ κατάστασιν, αἱ δὲ σχετικαὶ ἀποφάσεις θὰ ἀνακοινωθοῦν προσεχῶς. Ὁ ὑπουργὸς ἐτόνισεν ὅτι ἡ κυβέρνησις παρακολουθεῖ μετὰ προσοχῆς τὰς ἐξελίξεις καὶ ὅτι ἐλήφθησαν ἤδη ὅλα τὰ ἐνδεδειγμένα μέτρα διὰ τὴν διασφάλισιν τῶν συμφερόντων τῆς χώρας. Αἱ συνομιλίαι θὰ συνεχισθοῦν καὶ κατὰ τὰς ἑπομένας ἡμέρας εἰς τὴν πρωτεύουσαν μετὰ τῶν ἁρμοδίων παραγόντων. bbox=[621, 975, 800, 1088]
globe-logo-icon bbox=[1187, 30, 1218, 64]
body-paragraph: Κατὰ τὴν συνεδρίασιν τῆς κυβερνήσεως ἀπεφασίσθη ὅπως ἐξετασθοῦν περαιτέρω τὰ ζητήματα τὰ ἀφορῶντα τὴν διεθνῆ κατάστασιν, αἱ δὲ σχετικαὶ ἀποφάσεις θὰ ἀνακοινωθοῦν προσεχῶς. Ὁ ὑπουργὸς ἐτόνισεν ὅτι ἡ κυβέρνησις παρακολουθεῖ μετὰ προσοχῆς τὰς ἐξελίξεις καὶ ὅτι ἐλήφθησαν ἤδη ὅλα τὰ ἐνδεδειγμένα μέτρα διὰ τὴν διασφάλισιν τῶν συμφερόντων τῆς χώρας. Αἱ συνομιλίαι θὰ συνεχισθοῦν καὶ κατὰ τὰς ἑπομένας ἡμέρας εἰς τὴν πρωτεύουσαν μετὰ τῶν ἁρμοδίων παραγόντων. bbox=[621, 1358, 800, 1471]
body-paragraph: Κατὰ τὴν συνεδρίασιν τῆς κυβερνήσεως ἀπεφασίσθη ὅπως ἐξετασθοῦν περαιτέρω τὰ ζητήματα τὰ ἀφορῶντα τὴν διεθνῆ κατάστασιν, αἱ δὲ σχετικαὶ ἀποφάσεις θὰ ἀνακοινωθοῦν προσεχῶς. Ὁ ὑπουργὸς ἐτόνισεν ὅτι ἡ κυβέρνησις παρακολουθεῖ μετὰ προσοχῆς τὰς ἐξελίξεις καὶ ὅτι ἐλήφθησαν ἤδη ὅλα τὰ ἐνδεδειγμένα μέτρα διὰ τὴν διασφάλισιν τῶν συμφερόντων τῆς χώρας. Αἱ συνομιλίαι θὰ συνεχισθοῦν καὶ κατὰ τὰς ἑπομένας ἡμέρας εἰς τὴν πρωτεύουσαν μετὰ τῶν ἁρμοδίων παραγόντων. bbox=[621, 216, 800, 328]
body-paragraph: Κατὰ τὴν συνεδρίασιν τῆς κυβερνήσεως ἀπεφασίσθη ὅπως ἐξετασθοῦν περαιτέρω τὰ ζητήματα τὰ ἀφορῶντα τὴν διεθνῆ κατάστασιν, αἱ δὲ σχετικαὶ ἀποφάσεις θὰ ἀνακοινωθοῦν προσεχῶς. Ὁ ὑπουργὸς ἐτόνισεν ὅτι ἡ κυβέρνησις παρακολουθεῖ μετὰ προσοχῆς τὰς ἐξελίξεις καὶ ὅτι ἐλήφθησαν ἤδη ὅλα τὰ ἐνδεδειγμένα μέτρα διὰ τὴν διασφάλισιν τῶν συμφερόντων τῆς χώρας. Αἱ συνομιλίαι θὰ συνεχισθοῦν καὶ κατὰ τὰς ἑπομένας ἡμέρας εἰς τὴν πρωτεύουσαν μετὰ τῶν ἁρμοδίων παραγόντων. bbox=[992, 191, 1170, 304]
body-paragraph: Κατὰ τὴν συνεδρίασιν τῆς κυβερνήσεως ἀπεφασίσθη ὅπως ἐξετασθοῦν περαιτέρω τὰ ζητήματα τὰ ἀφορῶντα τὴν διεθνῆ κατάστασιν, αἱ δὲ σχετικαὶ ἀποφάσεις θὰ ἀνακοινωθοῦν προσεχῶς. Ὁ ὑπουργὸς ἐτόνισεν ὅτι ἡ κυβέρνησις παρακολουθεῖ μετὰ προσοχῆς τὰς ἐξελίξεις καὶ ὅτι ἐλήφθησαν ἤδη ὅλα τὰ ἐνδεδειγμένα μέτρα διὰ τὴν διασφάλισιν τῶν συμφερόντων τῆς χώρας. Αἱ συνομιλίαι θὰ συνεχισθοῦν καὶ κατὰ τὰς ἑπομένας ἡμέρας εἰς τὴν πρωτεύουσαν μετὰ τῶν ἁρμοδίων παραγόντων. bbox=[1373, 820, 1560, 923]
divider bbox=[18, 221, 429, 222]
body-paragraph: Κατὰ τὴν συνεδρίασιν τῆς κυβερνήσεως ἀπεφασίσθη ὅπως ἐξετασθοῦν περαιτέρω τὰ ζητήματα τὰ ἀφορῶντα τὴν διεθνῆ κατάστασιν, αἱ δὲ σχετικαὶ ἀποφάσεις θὰ ἀνακοινωθοῦν προσεχῶς. Ὁ ὑπουργὸς ἐτόνισεν ὅτι ἡ κυβέρνησις παρακολουθεῖ μετὰ προσοχῆς τὰς ἐξελίξεις καὶ ὅτι ἐλήφθησαν ἤδη ὅλα τὰ ἐνδεδειγμένα μέτρα διὰ τὴν διασφάλισιν τῶν συμφερόντων τῆς χώρας. Αἱ συνομιλίαι θὰ συνεχισθοῦν καὶ κατὰ τὰς ἑπομένας ἡμέρας εἰς τὴν πρωτεύουσαν μετὰ τῶν ἁρμοδίων παραγόντων. bbox=[227, 1211, 429, 1303]
subheadline: ΘΑ ΜΕΤΑΒΟΥΝ ΚΑΙ ΟΙ ΒΑΣΙΛΕΙΣ bbox=[1178, 287, 1560, 314]
adenauer-headline: ΟΙ ΑΝΤΕΝΑΟΥΕΡ ΚΑΙ ΝΤΕ ΓΚΩΛ ΕΙΣ ΤΟ ΠΑΡΙΣΙ ΘΑ ΣΥΖΗΤΗΣΟΥΝ ΕΙΔΙΚΑ ΘΕΜΑΤΑ ΑΦΟΡΩΝΤΑ ΤΗΝ ΕΥΡΩΠΑΪΚΗΝ ΣΥΝΕΡΓΑΣΙΑΝ bbox=[1201, 772, 1537, 817]
italic-plate: ὡς χειρονομία καλῆς θελήσεως bbox=[1178, 249, 1560, 283]
stamps-headline: ΝΕΑ ΓΡΑΜΜΑΤΟΣΗΜΑ ΕΙΣ ΤΗΝ ΙΤΑΛΙΑΝ bbox=[444, 1845, 607, 1869]
body-paragraph: Κατὰ τὴν συνεδρίασιν τῆς κυβερνήσεως ἀπεφασίσθη ὅπως ἐξετασθοῦν περαιτέρω τὰ ζητήματα τὰ ἀφορῶντα τὴν διεθνῆ κατάστασιν, αἱ δὲ σχετικαὶ ἀποφάσεις θὰ ἀνακοινωθοῦν προσεχῶς. Ὁ ὑπουργὸς ἐτόνισεν ὅτι ἡ κυβέρνησις παρακολουθεῖ μετὰ προσοχῆς τὰς ἐξελίξεις καὶ ὅτι ἐλήφθησαν ἤδη ὅλα τὰ ἐνδεδειγμένα μέτρα διὰ τὴν διασφάλισιν τῶν συμφερόντων τῆς χώρας. Αἱ συνομιλίαι θὰ συνεχισθοῦν καὶ κατὰ τὰς ἑπομένας ἡμέρας εἰς τὴν πρωτεύουσαν μετὰ τῶν ἁρμοδίων παραγόντων. bbox=[807, 1344, 985, 1457]
dateline: ΒΕΛΙΓΡΑΔΙΟΝ, 8. (Ρώυτερ).— ... bbox=[437, 2018, 556, 2028]
subheadline: ΣΗΜΕΡΟΝ ΕΠΙΣΤΡΕΦΕΙ Ο ΑΜΠΑΣ ΕΙΣ ΤΥΝΙΔΑ bbox=[621, 163, 1170, 188]
body-paragraph: Κατὰ τὴν συνεδρίασιν τῆς κυβερνήσεως ἀπεφασίσθη ὅπως ἐξετασθοῦν περαιτέρω τὰ ζητήματα τὰ ἀφορῶντα τὴν διεθνῆ κατάστασιν, αἱ δὲ σχετικαὶ ἀποφάσεις θὰ ἀνακοινωθοῦν προσεχῶς. Ὁ ὑπουργὸς ἐτόνισεν ὅτι ἡ κυβέρνησις παρακολουθεῖ μετὰ προσοχῆς τὰς ἐξελίξεις καὶ ὅτι ἐλήφθησαν ἤδη ὅλα τὰ ἐνδεδειγμένα μέτρα διὰ τὴν διασφάλισιν τῶν συμφερόντων τῆς χώρας. Αἱ συνομιλίαι θὰ συνεχισθοῦν καὶ κατὰ τὰς ἑπομένας ἡμέρας εἰς τὴν πρωτεύουσαν μετὰ τῶν ἁρμοδίων παραγόντων. bbox=[227, 381, 429, 473]
article-body bbox=[1178, 635, 1560, 759]
body-paragraph: Κατὰ τὴν συνεδρίασιν τῆς κυβερνήσεως ἀπεφασίσθη ὅπως ἐξετασθοῦν περαιτέρω τὰ ζητήματα τὰ ἀφορῶντα τὴν διεθνῆ κατάστασιν, αἱ δὲ σχετικαὶ ἀποφάσεις θὰ ἀνακοινωθοῦν προσεχῶς. Ὁ ὑπουργὸς ἐτόνισεν ὅτι ἡ κυβέρνησις παρακολουθεῖ μετὰ προσοχῆς τὰς ἐξελίξεις καὶ ὅτι ἐλήφθησαν ἤδη ὅλα τὰ ἐνδεδειγμένα μέτρα διὰ τὴν διασφάλισιν τῶν συμφερόντων τῆς χώρας. Αἱ συνομιλίαι θὰ συνεχισθοῦν καὶ κατὰ τὰς ἑπομένας ἡμέρας εἰς τὴν πρωτεύουσαν μετὰ τῶν ἁρμοδίων παραγόντων. bbox=[1178, 1274, 1365, 1376]
subheadline: ΕΝΑΝΤΙΟΝ ΤΩΝ ΑΣΤΥΝΟΜΙΚΩΝ bbox=[18, 247, 429, 263]
boat-headline: ΔΕΝ ΕΠΕΣΗΜΑΝΘΗ ΤΟ ΑΓΝΟΟΥΜΕΝΟΝ ΤΟΥΡΚΙΚΟΝ ΜΟΤΟΡΑΚΑΤΟΣ ΤΟ ΠΑΡΕΟΝ ΕΙΣ ΙΤΑΛΙΑΝ bbox=[440, 215, 611, 262]
subheadline: ΔΙΑΤΙ ΔΙΑΜΑΡΤΥΡΟΝΤΑΙ bbox=[1409, 1475, 1524, 1487]
dateline: ΠΑΡΙΣΙΟΙ, 8. (Ρώυτερ).— Ὁ πρόεδρος Ντὲ Γκώλ, ἀνέθεσε κατὰ τὴν χθεσινὴν συνεδρίασιν... bbox=[621, 191, 800, 212]
body-paragraph: Κατὰ τὴν συνεδρίασιν τῆς κυβερνήσεως ἀπεφασίσθη ὅπως ἐξετασθοῦν περαιτέρω τὰ ζητήματα τὰ ἀφορῶντα τὴν διεθνῆ κατάστασιν, αἱ δὲ σχετικαὶ ἀποφάσεις θὰ ἀνακοινωθοῦν προσεχῶς. Ὁ ὑπουργὸς ἐτόνισεν ὅτι ἡ κυβέρνησις παρακολουθεῖ μετὰ προσοχῆς τὰς ἐξελίξεις καὶ ὅτι ἐλήφθησαν ἤδη ὅλα τὰ ἐνδεδειγμένα μέτρα διὰ τὴν διασφάλισιν τῶν συμφερόντων τῆς χώρας. Αἱ συνομιλίαι θὰ συνεχισθοῦν καὶ κατὰ τὰς ἑπομένας ἡμέρας εἰς τὴν πρωτεύουσαν μετὰ τῶν ἁρμοδίων παραγόντων. bbox=[18, 959, 220, 1051]
body-paragraph: Κατὰ τὴν συνεδρίασιν τῆς κυβερνήσεως ἀπεφασίσθη ὅπως ἐξετασθοῦν περαιτέρω τὰ ζητήματα τὰ ἀφορῶντα τὴν διεθνῆ κατάστασιν, αἱ δὲ σχετικαὶ ἀποφάσεις θὰ ἀνακοινωθοῦν προσεχῶς. Ὁ ὑπουργὸς ἐτόνισεν ὅτι ἡ κυβέρνησις παρακολουθεῖ μετὰ προσοχῆς τὰς ἐξελίξεις καὶ ὅτι ἐλήφθησαν ἤδη ὅλα τὰ ἐνδεδειγμένα μέτρα διὰ τὴν διασφάλισιν τῶν συμφερόντων τῆς χώρας. Αἱ συνομιλίαι θὰ συνεχισθοῦν καὶ κατὰ τὰς ἑπομένας ἡμέρας εἰς τὴν πρωτεύουσαν μετὰ τῶν ἁρμοδίων παραγόντων. bbox=[227, 1804, 429, 1896]
dateline: ΣΙΑΝΤΥ, 8. (Ρώυτερ).— Ἀμερικανοὶ ἐπιστήμονες ἀνήγγειλαν... bbox=[621, 718, 800, 740]
body-paragraph: Κατὰ τὴν συνεδρίασιν τῆς κυβερνήσεως ἀπεφασίσθη ὅπως ἐξετασθοῦν περαιτέρω τὰ ζητήματα τὰ ἀφορῶντα τὴν διεθνῆ κατάστασιν, αἱ δὲ σχετικαὶ ἀποφάσεις θὰ ἀνακοινωθοῦν προσεχῶς. Ὁ ὑπουργὸς ἐτόνισεν ὅτι ἡ κυβέρνησις παρακολουθεῖ μετὰ προσοχῆς τὰς ἐξελίξεις καὶ ὅτι ἐλήφθησαν ἤδη ὅλα τὰ ἐνδεδειγμένα μέτρα διὰ τὴν διασφάλισιν τῶν συμφερόντων τῆς χώρας. Αἱ συνομιλίαι θὰ συνεχισθοῦν καὶ κατὰ τὰς ἑπομένας ἡμέρας εἰς τὴν πρωτεύουσαν μετὰ τῶν ἁρμοδίων παραγόντων. bbox=[227, 1353, 429, 1446]
ghana-headline: ΑΠΗΛΛΟΤΡΙΩΘΗΣΑΝ ΕΙΣ ΤΗΝ ΓΚΑΝΑ ΑΙ ΧΡΥΣΩΡΥΧΕΙΑ bbox=[448, 1005, 603, 1030]
divider bbox=[1178, 1039, 1560, 1041]
dateline: ΛΟΝΔΙΝΟΝ, 8. (Ρώυτερ).— Ὁ bbox=[18, 1939, 125, 1950]
lead-headline-box bbox=[621, 18, 1170, 83]
subheadline: Ο ΕΠΙΣΤΡΕΨΕΙ bbox=[490, 2003, 561, 2015]
body-paragraph: Κατὰ τὴν συνεδρίασιν τῆς κυβερνήσεως ἀπεφασίσθη ὅπως ἐξετασθοῦν περαιτέρω τὰ ζητήματα τὰ ἀφορῶντα τὴν διεθνῆ κατάστασιν, αἱ δὲ σχετικαὶ ἀποφάσεις θὰ ἀνακοινωθοῦν προσεχῶς. Ὁ ὑπουργὸς ἐτόνισεν ὅτι ἡ κυβέρνησις παρακολουθεῖ μετὰ προσοχῆς τὰς ἐξελίξεις καὶ ὅτι ἐλήφθησαν ἤδη ὅλα τὰ ἐνδεδειγμένα μέτρα διὰ τὴν διασφάλισιν τῶν συμφερόντων τῆς χώρας. Αἱ συνομιλίαι θὰ συνεχισθοῦν καὶ κατὰ τὰς ἑπομένας ἡμέρας εἰς τὴν πρωτεύουσαν μετὰ τῶν ἁρμοδίων παραγόντων. bbox=[992, 1809, 1170, 1922]
subheadline-box bbox=[621, 89, 1170, 157]
body-paragraph: Κατὰ τὴν συνεδρίασιν τῆς κυβερνήσεως ἀπεφασίσθη ὅπως ἐξετασθοῦν περαιτέρω τὰ ζητήματα τὰ ἀφορῶντα τὴν διεθνῆ κατάστασιν, αἱ δὲ σχετικαὶ ἀποφάσεις θὰ ἀνακοινωθοῦν προσεχῶς. Ὁ ὑπουργὸς ἐτόνισεν ὅτι ἡ κυβέρνησις παρακολουθεῖ μετὰ προσοχῆς τὰς ἐξελίξεις καὶ ὅτι ἐλήφθησαν ἤδη ὅλα τὰ ἐνδεδειγμένα μέτρα διὰ τὴν διασφάλισιν τῶν συμφερόντων τῆς χώρας. Αἱ συνομιλίαι θὰ συνεχισθοῦν καὶ κατὰ τὰς ἑπομένας ἡμέρας εἰς τὴν πρωτεύουσαν μετὰ τῶν ἁρμοδίων παραγόντων. bbox=[437, 1048, 613, 1160]
subheadline: ΘΑ ΑΥΞΗΘΟΥΝ ΑΙ ΣΥΝΑΛΛΑΓΑΙ bbox=[1198, 458, 1346, 469]
body-paragraph: Κατὰ τὴν συνεδρίασιν τῆς κυβερνήσεως ἀπεφασίσθη ὅπως ἐξετασθοῦν περαιτέρω τὰ ζητήματα τὰ ἀφορῶντα τὴν διεθνῆ κατάστασιν, αἱ δὲ σχετικαὶ ἀποφάσεις θὰ ἀνακοινωθοῦν προσεχῶς. Ὁ ὑπουργὸς ἐτόνισεν ὅτι ἡ κυβέρνησις παρακολουθεῖ μετὰ προσοχῆς τὰς ἐξελίξεις καὶ ὅτι ἐλήφθησαν ἤδη ὅλα τὰ ἐνδεδειγμένα μέτρα διὰ τὴν διασφάλισιν τῶν συμφερόντων τῆς χώρας. Αἱ συνομιλίαι θὰ συνεχισθοῦν καὶ κατὰ τὰς ἑπομένας ἡμέρας εἰς τὴν πρωτεύουσαν μετὰ τῶν ἁρμοδίων παραγόντων. bbox=[807, 423, 985, 536]
de-gaulle-headline: Ο ΝΤΕ ΓΚΩΛ ΑΠΕΔΕΧΘΗ ΠΡΟΣΦΟΡΑΝ ΜΕΣΟΛΑΒΗΣΕΩΣ ΔΙΑ ΤΟ ΑΛΓΕΡΙΝΟΝ bbox=[665, 22, 1126, 78]
divider bbox=[437, 940, 613, 941]
body-paragraph: Κατὰ τὴν συνεδρίασιν τῆς κυβερνήσεως ἀπεφασίσθη ὅπως ἐξετασθοῦν περαιτέρω τὰ ζητήματα τὰ ἀφορῶντα τὴν διεθνῆ κατάστασιν, αἱ δὲ σχετικαὶ ἀποφάσεις θὰ ἀνακοινωθοῦν προσεχῶς. Ὁ ὑπουργὸς ἐτόνισεν ὅτι ἡ κυβέρνησις παρακολουθεῖ μετὰ προσοχῆς τὰς ἐξελίξεις καὶ ὅτι ἐλήφθησαν ἤδη ὅλα τὰ ἐνδεδειγμένα μέτρα διὰ τὴν διασφάλισιν τῶν συμφερόντων τῆς χώρας. Αἱ συνομιλίαι θὰ συνεχισθοῦν καὶ κατὰ τὰς ἑπομένας ἡμέρας εἰς τὴν πρωτεύουσαν μετὰ τῶν ἁρμοδίων παραγόντων. bbox=[621, 1823, 800, 1935]
olympics-headline: Η ΡΩΣΣΙΑ ΑΝΤΙΘΕΤΑΙ ΕΙΣ ΤΟΝ ΠΕΡΙΟΡΙΣΜΟΝ ΤΟΥ ΠΡΟΓΡΑΜΜΑΤΟΣ ΤΩΝ ΟΛΥΜΠΙΑΚΩΝ bbox=[447, 18, 604, 63]
dateline: ΟΥΑΣΙΓΚΤΩΝ, 8. (Ρώυτερ).— Ὁ πρόεδρος Κέννεντυ, ὁ ὁποῖος εὑρίσκεται εἰς ἐκτεταμένας συσκέψεις... bbox=[18, 729, 220, 750]
body-paragraph: Κατὰ τὴν συνεδρίασιν τῆς κυβερνήσεως ἀπεφασίσθη ὅπως ἐξετασθοῦν περαιτέρω τὰ ζητήματα τὰ ἀφορῶντα τὴν διεθνῆ κατάστασιν, αἱ δὲ σχετικαὶ ἀποφάσεις θὰ ἀνακοινωθοῦν προσεχῶς. Ὁ ὑπουργὸς ἐτόνισεν ὅτι ἡ κυβέρνησις παρακολουθεῖ μετὰ προσοχῆς τὰς ἐξελίξεις καὶ ὅτι ἐλήφθησαν ἤδη ὅλα τὰ ἐνδεδειγμένα μέτρα διὰ τὴν διασφάλισιν τῶν συμφερόντων τῆς χώρας. Αἱ συνομιλίαι θὰ συνεχισθοῦν καὶ κατὰ τὰς ἑπομένας ἡμέρας εἰς τὴν πρωτεύουσαν μετὰ τῶν ἁρμοδίων παραγόντων. bbox=[1178, 352, 1365, 454]
body-paragraph: Κατὰ τὴν συνεδρίασιν τῆς κυβερνήσεως ἀπεφασίσθη ὅπως ἐξετασθοῦν περαιτέρω τὰ ζητήματα τὰ ἀφορῶντα τὴν διεθνῆ κατάστασιν, αἱ δὲ σχετικαὶ ἀποφάσεις θὰ ἀνακοινωθοῦν προσεχῶς. Ὁ ὑπουργὸς ἐτόνισεν ὅτι ἡ κυβέρνησις παρακολουθεῖ μετὰ προσοχῆς τὰς ἐξελίξεις καὶ ὅτι ἐλήφθησαν ἤδη ὅλα τὰ ἐνδεδειγμένα μέτρα διὰ τὴν διασφάλισιν τῶν συμφερόντων τῆς χώρας. Αἱ συνομιλίαι θὰ συνεχισθοῦν καὶ κατὰ τὰς ἑπομένας ἡμέρας εἰς τὴν πρωτεύουσαν μετὰ τῶν ἁρμοδίων παραγόντων. bbox=[807, 835, 985, 948]
body-paragraph: Κατὰ τὴν συνεδρίασιν τῆς κυβερνήσεως ἀπεφασίσθη ὅπως ἐξετασθοῦν περαιτέρω τὰ ζητήματα τὰ ἀφορῶντα τὴν διεθνῆ κατάστασιν, αἱ δὲ σχετικαὶ ἀποφάσεις θὰ ἀνακοινωθοῦν προσεχῶς. Ὁ ὑπουργὸς ἐτόνισεν ὅτι ἡ κυβέρνησις παρακολουθεῖ μετὰ προσοχῆς τὰς ἐξελίξεις καὶ ὅτι ἐλήφθησαν ἤδη ὅλα τὰ ἐνδεδειγμένα μέτρα διὰ τὴν διασφάλισιν τῶν συμφερόντων τῆς χώρας. Αἱ συνομιλίαι θὰ συνεχισθοῦν καὶ κατὰ τὰς ἑπομένας ἡμέρας εἰς τὴν πρωτεύουσαν μετὰ τῶν ἁρμοδίων παραγόντων. bbox=[1178, 1605, 1365, 1708]
subheadline: ΚΑΙ ΕΘΕΣΑΝ ΠΥΡ ΕΙΣ ΤΑ ΛΕΩΦΟΡΕΙΑ bbox=[18, 267, 429, 282]
body-paragraph: Κατὰ τὴν συνεδρίασιν τῆς κυβερνήσεως ἀπεφασίσθη ὅπως ἐξετασθοῦν περαιτέρω τὰ ζητήματα τὰ ἀφορῶντα τὴν διεθνῆ κατάστασιν, αἱ δὲ σχετικαὶ ἀποφάσεις θὰ ἀνακοινωθοῦν προσεχῶς. Ὁ ὑπουργὸς ἐτόνισεν ὅτι ἡ κυβέρνησις παρακολουθεῖ μετὰ προσοχῆς τὰς ἐξελίξεις καὶ ὅτι ἐλήφθησαν ἤδη ὅλα τὰ ἐνδεδειγμένα μέτρα διὰ τὴν διασφάλισιν τῶν συμφερόντων τῆς χώρας. Αἱ συνομιλίαι θὰ συνεχισθοῦν καὶ κατὰ τὰς ἑπομένας ἡμέρας εἰς τὴν πρωτεύουσαν μετὰ τῶν ἁρμοδίων παραγόντων. bbox=[621, 743, 800, 855]
column-1 bbox=[18, 18, 429, 2332]
column-rule bbox=[616, 18, 617, 2332]
dateline: ΛΟΝΔΙΝΟΝ, 8. (Ἀσσ. Πρές).— ... bbox=[1178, 1093, 1297, 1103]
body-paragraph: Κατὰ τὴν συνεδρίασιν τῆς κυβερνήσεως ἀπεφασίσθη ὅπως ἐξετασθοῦν περαιτέρω τὰ ζητήματα τὰ ἀφορῶντα τὴν διεθνῆ κατάστασιν, αἱ δὲ σχετικαὶ ἀποφάσεις θὰ ἀνακοινωθοῦν προσεχῶς. Ὁ ὑπουργὸς ἐτόνισεν ὅτι ἡ κυβέρνησις παρακολουθεῖ μετὰ προσοχῆς τὰς ἐξελίξεις καὶ ὅτι ἐλήφθησαν ἤδη ὅλα τὰ ἐνδεδειγμένα μέτρα διὰ τὴν διασφάλισιν τῶν συμφερόντων τῆς χώρας. Αἱ συνομιλίαι θὰ συνεχισθοῦν καὶ κατὰ τὰς ἑπομένας ἡμέρας εἰς τὴν πρωτεύουσαν μετὰ τῶν ἁρμοδίων παραγόντων. bbox=[227, 285, 429, 377]
body-paragraph: Κατὰ τὴν συνεδρίασιν τῆς κυβερνήσεως ἀπεφασίσθη ὅπως ἐξετασθοῦν περαιτέρω τὰ ζητήματα τὰ ἀφορῶντα τὴν διεθνῆ κατάστασιν, αἱ δὲ σχετικαὶ ἀποφάσεις θὰ ἀνακοινωθοῦν προσεχῶς. Ὁ ὑπουργὸς ἐτόνισεν ὅτι ἡ κυβέρνησις παρακολουθεῖ μετὰ προσοχῆς τὰς ἐξελίξεις καὶ ὅτι ἐλήφθησαν ἤδη ὅλα τὰ ἐνδεδειγμένα μέτρα διὰ τὴν διασφάλισιν τῶν συμφερόντων τῆς χώρας. Αἱ συνομιλίαι θὰ συνεχισθοῦν καὶ κατὰ τὰς ἑπομένας ἡμέρας εἰς τὴν πρωτεύουσαν μετὰ τῶν ἁρμοδίων παραγόντων. bbox=[18, 521, 220, 613]
dateline: ΕΛΙΖΑΜΠΕΤΒΙΛ, 8. (Ρώυτερ).— ... bbox=[621, 1344, 748, 1355]
kennedy-advisers-headline: Ο ΚΕΝΝΕΝΤΥ ΕΙΣ ΣΥΣΚΕΨΕΙΣ ΜΕ ΤΟΥΣ ΣΥΜΒΟΥΛΟΥΣ ΤΟΥ ΘΑ ΛΑΒΗ ΑΠΟΦΑΣΕΙΣ ΕΠΙ ΤΩΝ ΜΕΛΛΟΝΤΙΚΩΝ ΣΧΕΣΕΩΝ ΜΕΤΑΞΥ ΗΝΩΜΕΝΩΝ ΠΟΛΙΤΕΙΩΝ ΚΑΙ ΣΟΒΙΕΤ. ΕΝΩΣΕΩΣ bbox=[28, 681, 418, 726]
body-paragraph: Κατὰ τὴν συνεδρίασιν τῆς κυβερνήσεως ἀπεφασίσθη ὅπως ἐξετασθοῦν περαιτέρω τὰ ζητήματα τὰ ἀφορῶντα τὴν διεθνῆ κατάστασιν, αἱ δὲ σχετικαὶ ἀποφάσεις θὰ ἀνακοινωθοῦν προσεχῶς. Ὁ ὑπουργὸς ἐτόνισεν ὅτι ἡ κυβέρνησις παρακολουθεῖ μετὰ προσοχῆς τὰς ἐξελίξεις καὶ ὅτι ἐλήφθησαν ἤδη ὅλα τὰ ἐνδεδειγμένα μέτρα διὰ τὴν διασφάλισιν τῶν συμφερόντων τῆς χώρας. Αἱ συνομιλίαι θὰ συνεχισθοῦν καὶ κατὰ τὰς ἑπομένας ἡμέρας εἰς τὴν πρωτεύουσαν μετὰ τῶν ἁρμοδίων παραγόντων. bbox=[227, 729, 429, 821]
divider bbox=[437, 1000, 613, 1001]
column-2 bbox=[437, 18, 613, 2332]
body-paragraph: Κατὰ τὴν συνεδρίασιν τῆς κυβερνήσεως ἀπεφασίσθη ὅπως ἐξετασθοῦν περαιτέρω τὰ ζητήματα τὰ ἀφορῶντα τὴν διεθνῆ κατάστασιν, αἱ δὲ σχετικαὶ ἀποφάσεις θὰ ἀνακοινωθοῦν προσεχῶς. Ὁ ὑπουργὸς ἐτόνισεν ὅτι ἡ κυβέρνησις παρακολουθεῖ μετὰ προσοχῆς τὰς ἐξελίξεις καὶ ὅτι ἐλήφθησαν ἤδη ὅλα τὰ ἐνδεδειγμένα μέτρα διὰ τὴν διασφάλισιν τῶν συμφερόντων τῆς χώρας. Αἱ συνομιλίαι θὰ συνεχισθοῦν καὶ κατὰ τὰς ἑπομένας ἡμέρας εἰς τὴν πρωτεύουσαν μετὰ τῶν ἁρμοδίων παραγόντων. bbox=[1178, 834, 1365, 937]
body-paragraph: Κατὰ τὴν συνεδρίασιν τῆς κυβερνήσεως ἀπεφασίσθη ὅπως ἐξετασθοῦν περαιτέρω τὰ ζητήματα τὰ ἀφορῶντα τὴν διεθνῆ κατάστασιν, αἱ δὲ σχετικαὶ ἀποφάσεις θὰ ἀνακοινωθοῦν προσεχῶς. Ὁ ὑπουργὸς ἐτόνισεν ὅτι ἡ κυβέρνησις παρακολουθεῖ μετὰ προσοχῆς τὰς ἐξελίξεις καὶ ὅτι ἐλήφθησαν ἤδη ὅλα τὰ ἐνδεδειγμένα μέτρα διὰ τὴν διασφάλισιν τῶν συμφερόντων τῆς χώρας. Αἱ συνομιλίαι θὰ συνεχισθοῦν καὶ κατὰ τὰς ἑπομένας ἡμέρας εἰς τὴν πρωτεύουσαν μετὰ τῶν ἁρμοδίων παραγόντων. bbox=[18, 1732, 220, 1826]
body-paragraph: Κατὰ τὴν συνεδρίασιν τῆς κυβερνήσεως ἀπεφασίσθη ὅπως ἐξετασθοῦν περαιτέρω τὰ ζητήματα τὰ ἀφορῶντα τὴν διεθνῆ κατάστασιν, αἱ δὲ σχετικαὶ ἀποφάσεις θὰ ἀνακοινωθοῦν προσεχῶς. Ὁ ὑπουργὸς ἐτόνισεν ὅτι ἡ κυβέρνησις παρακολουθεῖ μετὰ προσοχῆς τὰς ἐξελίξεις καὶ ὅτι ἐλήφθησαν ἤδη ὅλα τὰ ἐνδεδειγμένα μέτρα διὰ τὴν διασφάλισιν τῶν συμφερόντων τῆς χώρας. Αἱ συνομιλίαι θὰ συνεχισθοῦν καὶ κατὰ τὰς ἑπομένας ἡμέρας εἰς τὴν πρωτεύουσαν μετὰ τῶν ἁρμοδίων παραγόντων. bbox=[437, 1555, 613, 1668]
body-paragraph: Κατὰ τὴν συνεδρίασιν τῆς κυβερνήσεως ἀπεφασίσθη ὅπως ἐξετασθοῦν περαιτέρω τὰ ζητήματα τὰ ἀφορῶντα τὴν διεθνῆ κατάστασιν, αἱ δὲ σχετικαὶ ἀποφάσεις θὰ ἀνακοινωθοῦν προσεχῶς. Ὁ ὑπουργὸς ἐτόνισεν ὅτι ἡ κυβέρνησις παρακολουθεῖ μετὰ προσοχῆς τὰς ἐξελίξεις καὶ ὅτι ἐλήφθησαν ἤδη ὅλα τὰ ἐνδεδειγμένα μέτρα διὰ τὴν διασφάλισιν τῶν συμφερόντων τῆς χώρας. Αἱ συνομιλίαι θὰ συνεχισθοῦν καὶ κατὰ τὰς ἑπομένας ἡμέρας εἰς τὴν πρωτεύουσαν μετὰ τῶν ἁρμοδίων παραγόντων. bbox=[18, 1378, 220, 1470]
body-paragraph: Κατὰ τὴν συνεδρίασιν τῆς κυβερνήσεως ἀπεφασίσθη ὅπως ἐξετασθοῦν περαιτέρω τὰ ζητήματα τὰ ἀφορῶντα τὴν διεθνῆ κατάστασιν, αἱ δὲ σχετικαὶ ἀποφάσεις θὰ ἀνακοινωθοῦν προσεχῶς. Ὁ ὑπουργὸς ἐτόνισεν ὅτι ἡ κυβέρνησις παρακολουθεῖ μετὰ προσοχῆς τὰς ἐξελίξεις καὶ ὅτι ἐλήφθησαν ἤδη ὅλα τὰ ἐνδεδειγμένα μέτρα διὰ τὴν διασφάλισιν τῶν συμφερόντων τῆς χώρας. Αἱ συνομιλίαι θὰ συνεχισθοῦν καὶ κατὰ τὰς ἑπομένας ἡμέρας εἰς τὴν πρωτεύουσαν μετὰ τῶν ἁρμοδίων παραγόντων. bbox=[227, 920, 429, 1012]
coalition-headline: ΔΙΑΚΩΜΩΔΕΙΤΑΙ Ο ΣΥΝΑΣΠΙΣΜΟΣ ΕΙΣ ΤΟ ΓΚΑΛΒΑΟ bbox=[440, 1348, 611, 1372]
body-paragraph: Κατὰ τὴν συνεδρίασιν τῆς κυβερνήσεως ἀπεφασίσθη ὅπως ἐξετασθοῦν περαιτέρω τὰ ζητήματα τὰ ἀφορῶντα τὴν διεθνῆ κατάστασιν, αἱ δὲ σχετικαὶ ἀποφάσεις θὰ ἀνακοινωθοῦν προσεχῶς. Ὁ ὑπουργὸς ἐτόνισεν ὅτι ἡ κυβέρνησις παρακολουθεῖ μετὰ προσοχῆς τὰς ἐξελίξεις καὶ ὅτι ἐλήφθησαν ἤδη ὅλα τὰ ἐνδεδειγμένα μέτρα διὰ τὴν διασφάλισιν τῶν συμφερόντων τῆς χώρας. Αἱ συνομιλίαι θὰ συνεχισθοῦν καὶ κατὰ τὰς ἑπομένας ἡμέρας εἰς τὴν πρωτεύουσαν μετὰ τῶν ἁρμοδίων παραγόντων. bbox=[437, 456, 613, 568]
subheadline: ΑΠΕΡΓΟΙ ΕΠΕΤΙΘΕΝΤΟ ΚΑΤΑ ΚΥΜΑΤΑ bbox=[105, 227, 342, 243]
divider bbox=[437, 1839, 613, 1840]
body-paragraph: Κατὰ τὴν συνεδρίασιν τῆς κυβερνήσεως ἀπεφασίσθη ὅπως ἐξετασθοῦν περαιτέρω τὰ ζητήματα τὰ ἀφορῶντα τὴν διεθνῆ κατάστασιν, αἱ δὲ σχετικαὶ ἀποφάσεις θὰ ἀνακοινωθοῦν προσεχῶς. Ὁ ὑπουργὸς ἐτόνισεν ὅτι ἡ κυβέρνησις παρακολουθεῖ μετὰ προσοχῆς τὰς ἐξελίξεις καὶ ὅτι ἐλήφθησαν ἤδη ὅλα τὰ ἐνδεδειγμένα μέτρα διὰ τὴν διασφάλισιν τῶν συμφερόντων τῆς χώρας. Αἱ συνομιλίαι θὰ συνεχισθοῦν καὶ κατὰ τὰς ἑπομένας ἡμέρας εἰς τὴν πρωτεύουσαν μετὰ τῶν ἁρμοδίων παραγόντων. bbox=[992, 718, 1170, 831]
body-paragraph: Κατὰ τὴν συνεδρίασιν τῆς κυβερνήσεως ἀπεφασίσθη ὅπως ἐξετασθοῦν περαιτέρω τὰ ζητήματα τὰ ἀφορῶντα τὴν διεθνῆ κατάστασιν, αἱ δὲ σχετικαὶ ἀποφάσεις θὰ ἀνακοινωθοῦν προσεχῶς. Ὁ ὑπουργὸς ἐτόνισεν ὅτι ἡ κυβέρνησις παρακολουθεῖ μετὰ προσοχῆς τὰς ἐξελίξεις καὶ ὅτι ἐλήφθησαν ἤδη ὅλα τὰ ἐνδεδειγμένα μέτρα διὰ τὴν διασφάλισιν τῶν συμφερόντων τῆς χώρας. Αἱ συνομιλίαι θὰ συνεχισθοῦν καὶ κατὰ τὰς ἑπομένας ἡμέρας εἰς τὴν πρωτεύουσαν μετὰ τῶν ἁρμοδίων παραγόντων. bbox=[1373, 926, 1560, 1029]
dateline: ΜΟΣΧΑ, 8. (Ἀσσ. Πρές).— Ὁ κ. Κωνσταντῖνος Ἀνδριάνωφ... bbox=[437, 67, 613, 87]
article-body bbox=[18, 1112, 429, 1307]
divider bbox=[437, 1674, 613, 1675]
body-paragraph: Κατὰ τὴν συνεδρίασιν τῆς κυβερνήσεως ἀπεφασίσθη ὅπως ἐξετασθοῦν περαιτέρω τὰ ζητήματα τὰ ἀφορῶντα τὴν διεθνῆ κατάστασιν, αἱ δὲ σχετικαὶ ἀποφάσεις θὰ ἀνακοινωθοῦν προσεχῶς. Ὁ ὑπουργὸς ἐτόνισεν ὅτι ἡ κυβέρνησις παρακολουθεῖ μετὰ προσοχῆς τὰς ἐξελίξεις καὶ ὅτι ἐλήφθησαν ἤδη ὅλα τὰ ἐνδεδειγμένα μέτρα διὰ τὴν διασφάλισιν τῶν συμφερόντων τῆς χώρας. Αἱ συνομιλίαι θὰ συνεχισθοῦν καὶ κατὰ τὰς ἑπομένας ἡμέρας εἰς τὴν πρωτεύουσαν μετὰ τῶν ἁρμοδίων παραγόντων. bbox=[1178, 653, 1365, 756]
body-paragraph: Κατὰ τὴν συνεδρίασιν τῆς κυβερνήσεως ἀπεφασίσθη ὅπως ἐξετασθοῦν περαιτέρω τὰ ζητήματα τὰ ἀφορῶντα τὴν διεθνῆ κατάστασιν, αἱ δὲ σχετικαὶ ἀποφάσεις θὰ ἀνακοινωθοῦν προσεχῶς. Ὁ ὑπουργὸς ἐτόνισεν ὅτι ἡ κυβέρνησις παρακολουθεῖ μετὰ προσοχῆς τὰς ἐξελίξεις καὶ ὅτι ἐλήφθησαν ἤδη ὅλα τὰ ἐνδεδειγμένα μέτρα διὰ τὴν διασφάλισιν τῶν συμφερόντων τῆς χώρας. Αἱ συνομιλίαι θὰ συνεχισθοῦν καὶ κατὰ τὰς ἑπομένας ἡμέρας εἰς τὴν πρωτεύουσαν μετὰ τῶν ἁρμοδίων παραγόντων. bbox=[807, 1067, 985, 1180]
globe-logo-icon bbox=[1520, 30, 1551, 64]
dateline: ΑΘΗΝΑΙ, 8.— Ἀπεκαλύφθη... bbox=[437, 265, 542, 275]
body-paragraph: Κατὰ τὴν συνεδρίασιν τῆς κυβερνήσεως ἀπεφασίσθη ὅπως ἐξετασθοῦν περαιτέρω τὰ ζητήματα τὰ ἀφορῶντα τὴν διεθνῆ κατάστασιν, αἱ δὲ σχετικαὶ ἀποφάσεις θὰ ἀνακοινωθοῦν προσεχῶς. Ὁ ὑπουργὸς ἐτόνισεν ὅτι ἡ κυβέρνησις παρακολουθεῖ μετὰ προσοχῆς τὰς ἐξελίξεις καὶ ὅτι ἐλήφθησαν ἤδη ὅλα τὰ ἐνδεδειγμένα μέτρα διὰ τὴν διασφάλισιν τῶν συμφερόντων τῆς χώρας. Αἱ συνομιλίαι θὰ συνεχισθοῦν καὶ κατὰ τὰς ἑπομένας ἡμέρας εἰς τὴν πρωτεύουσαν μετὰ τῶν ἁρμοδίων παραγόντων. bbox=[18, 1829, 220, 1921]
divider bbox=[621, 661, 1170, 663]
divider bbox=[1178, 1205, 1560, 1207]
subheadline: ΕΠΙΘΕΣΙΣ ΚΑΤΑ ΚΑΦΕΝΕΙΩΝ bbox=[1398, 639, 1535, 651]
kennedy-sixty-headline: Ο κ. ΚΕΝΝΕΝΤΥ ΣΥΝΕΣΚΕΦΘΗ ΜΕ ΕΞΗΚΟΝΤΑ ΣΥΜΒΟΥΛΟΥΣ ΠΕΡΙ ΤΩΝ ΛΗΠΤΕΩΝ ΜΕΤΡΩΝ ΠΡΟΣ ΕΙΡΗΝΕΥΣΙΝ ΤΟΥ ΛΑΟΣ bbox=[39, 1595, 408, 1706]
article-body bbox=[1178, 816, 1560, 1032]
body-paragraph: Κατὰ τὴν συνεδρίασιν τῆς κυβερνήσεως ἀπεφασίσθη ὅπως ἐξετασθοῦν περαιτέρω τὰ ζητήματα τὰ ἀφορῶντα τὴν διεθνῆ κατάστασιν, αἱ δὲ σχετικαὶ ἀποφάσεις θὰ ἀνακοινωθοῦν προσεχῶς. Ὁ ὑπουργὸς ἐτόνισεν ὅτι ἡ κυβέρνησις παρακολουθεῖ μετὰ προσοχῆς τὰς ἐξελίξεις καὶ ὅτι ἐλήφθησαν ἤδη ὅλα τὰ ἐνδεδειγμένα μέτρα διὰ τὴν διασφάλισιν τῶν συμφερόντων τῆς χώρας. Αἱ συνομιλίαι θὰ συνεχισθοῦν καὶ κατὰ τὰς ἑπομένας ἡμέρας εἰς τὴν πρωτεύουσαν μετὰ τῶν ἁρμοδίων παραγόντων. bbox=[807, 1809, 985, 1922]
body-paragraph: Κατὰ τὴν συνεδρίασιν τῆς κυβερνήσεως ἀπεφασίσθη ὅπως ἐξετασθοῦν περαιτέρω τὰ ζητήματα τὰ ἀφορῶντα τὴν διεθνῆ κατάστασιν, αἱ δὲ σχετικαὶ ἀποφάσεις θὰ ἀνακοινωθοῦν προσεχῶς. Ὁ ὑπουργὸς ἐτόνισεν ὅτι ἡ κυβέρνησις παρακολουθεῖ μετὰ προσοχῆς τὰς ἐξελίξεις καὶ ὅτι ἐλήφθησαν ἤδη ὅλα τὰ ἐνδεδειγμένα μέτρα διὰ τὴν διασφάλισιν τῶν συμφερόντων τῆς χώρας. Αἱ συνομιλίαι θὰ συνεχισθοῦν καὶ κατὰ τὰς ἑπομένας ἡμέρας εἰς τὴν πρωτεύουσαν μετὰ τῶν ἁρμοδίων παραγόντων. bbox=[807, 718, 985, 831]
body-paragraph: Κατὰ τὴν συνεδρίασιν τῆς κυβερνήσεως ἀπεφασίσθη ὅπως ἐξετασθοῦν περαιτέρω τὰ ζητήματα τὰ ἀφορῶντα τὴν διεθνῆ κατάστασιν, αἱ δὲ σχετικαὶ ἀποφάσεις θὰ ἀνακοινωθοῦν προσεχῶς. Ὁ ὑπουργὸς ἐτόνισεν ὅτι ἡ κυβέρνησις παρακολουθεῖ μετὰ προσοχῆς τὰς ἐξελίξεις καὶ ὅτι ἐλήφθησαν ἤδη ὅλα τὰ ἐνδεδειγμένα μέτρα διὰ τὴν διασφάλισιν τῶν συμφερόντων τῆς χώρας. Αἱ συνομιλίαι θὰ συνεχισθοῦν καὶ κατὰ τὰς ἑπομένας ἡμέρας εἰς τὴν πρωτεύουσαν μετὰ τῶν ἁρμοδίων παραγόντων. bbox=[1373, 1489, 1560, 1592]
article-body bbox=[621, 715, 1170, 1184]
body-paragraph: Κατὰ τὴν συνεδρίασιν τῆς κυβερνήσεως ἀπεφασίσθη ὅπως ἐξετασθοῦν περαιτέρω τὰ ζητήματα τὰ ἀφορῶντα τὴν διεθνῆ κατάστασιν, αἱ δὲ σχετικαὶ ἀποφάσεις θὰ ἀνακοινωθοῦν προσεχῶς. Ὁ ὑπουργὸς ἐτόνισεν ὅτι ἡ κυβέρνησις παρακολουθεῖ μετὰ προσοχῆς τὰς ἐξελίξεις καὶ ὅτι ἐλήφθησαν ἤδη ὅλα τὰ ἐνδεδειγμένα μέτρα διὰ τὴν διασφάλισιν τῶν συμφερόντων τῆς χώρας. Αἱ συνομιλίαι θὰ συνεχισθοῦν καὶ κατὰ τὰς ἑπομένας ἡμέρας εἰς τὴν πρωτεύουσαν μετὰ τῶν ἁρμοδίων παραγόντων. bbox=[227, 1900, 429, 1992]
dateline: ΡΩΜΗ, 8. (Ρώυτερ).— ... bbox=[437, 1873, 525, 1883]
body-paragraph: Κατὰ τὴν συνεδρίασιν τῆς κυβερνήσεως ἀπεφασίσθη ὅπως ἐξετασθοῦν περαιτέρω τὰ ζητήματα τὰ ἀφορῶντα τὴν διεθνῆ κατάστασιν, αἱ δὲ σχετικαὶ ἀποφάσεις θὰ ἀνακοινωθοῦν προσεχῶς. Ὁ ὑπουργὸς ἐτόνισεν ὅτι ἡ κυβέρνησις παρακολουθεῖ μετὰ προσοχῆς τὰς ἐξελίξεις καὶ ὅτι ἐλήφθησαν ἤδη ὅλα τὰ ἐνδεδειγμένα μέτρα διὰ τὴν διασφάλισιν τῶν συμφερόντων τῆς χώρας. Αἱ συνομιλίαι θὰ συνεχισθοῦν καὶ κατὰ τὰς ἑπομένας ἡμέρας εἰς τὴν πρωτεύουσαν μετὰ τῶν ἁρμοδίων παραγόντων. bbox=[227, 476, 429, 569]
dateline: ΟΥΑΣΙΓΚΤΩΝ, 8. (Ρώυτερ).— ... bbox=[437, 1707, 553, 1718]
body-paragraph: Κατὰ τὴν συνεδρίασιν τῆς κυβερνήσεως ἀπεφασίσθη ὅπως ἐξετασθοῦν περαιτέρω τὰ ζητήματα τὰ ἀφορῶντα τὴν διεθνῆ κατάστασιν, αἱ δὲ σχετικαὶ ἀποφάσεις θὰ ἀνακοινωθοῦν προσεχῶς. Ὁ ὑπουργὸς ἐτόνισεν ὅτι ἡ κυβέρνησις παρακολουθεῖ μετὰ προσοχῆς τὰς ἐξελίξεις καὶ ὅτι ἐλήφθησαν ἤδη ὅλα τὰ ἐνδεδειγμένα μέτρα διὰ τὴν διασφάλισιν τῶν συμφερόντων τῆς χώρας. Αἱ συνομιλίαι θὰ συνεχισθοῦν καὶ κατὰ τὰς ἑπομένας ἡμέρας εἰς τὴν πρωτεύουσαν μετὰ τῶν ἁρμοδίων παραγόντων. bbox=[1373, 437, 1560, 540]
subheadline: Προηγουμένως bbox=[1433, 1596, 1500, 1608]
body-paragraph: Κατὰ τὴν συνεδρίασιν τῆς κυβερνήσεως ἀπεφασίσθη ὅπως ἐξετασθοῦν περαιτέρω τὰ ζητήματα τὰ ἀφορῶντα τὴν διεθνῆ κατάστασιν, αἱ δὲ σχετικαὶ ἀποφάσεις θὰ ἀνακοινωθοῦν προσεχῶς. Ὁ ὑπουργὸς ἐτόνισεν ὅτι ἡ κυβέρνησις παρακολουθεῖ μετὰ προσοχῆς τὰς ἐξελίξεις καὶ ὅτι ἐλήφθησαν ἤδη ὅλα τὰ ἐνδεδειγμένα μέτρα διὰ τὴν διασφάλισιν τῶν συμφερόντων τῆς χώρας. Αἱ συνομιλίαι θὰ συνεχισθοῦν καὶ κατὰ τὰς ἑπομένας ἡμέρας εἰς τὴν πρωτεύουσαν μετὰ τῶν ἁρμοδίων παραγόντων. bbox=[18, 849, 220, 941]
article-body bbox=[1178, 314, 1560, 578]
body-paragraph: Κατὰ τὴν συνεδρίασιν τῆς κυβερνήσεως ἀπεφασίσθη ὅπως ἐξετασθοῦν περαιτέρω τὰ ζητήματα τὰ ἀφορῶντα τὴν διεθνῆ κατάστασιν, αἱ δὲ σχετικαὶ ἀποφάσεις θὰ ἀνακοινωθοῦν προσεχῶς. Ὁ ὑπουργὸς ἐτόνισεν ὅτι ἡ κυβέρνησις παρακολουθεῖ μετὰ προσοχῆς τὰς ἐξελίξεις καὶ ὅτι ἐλήφθησαν ἤδη ὅλα τὰ ἐνδεδειγμένα μέτρα διὰ τὴν διασφάλισιν τῶν συμφερόντων τῆς χώρας. Αἱ συνομιλίαι θὰ συνεχισθοῦν καὶ κατὰ τὰς ἑπομένας ἡμέρας εἰς τὴν πρωτεύουσαν μετὰ τῶν ἁρμοδίων παραγόντων. bbox=[18, 1488, 220, 1581]
body-paragraph: Κατὰ τὴν συνεδρίασιν τῆς κυβερνήσεως ἀπεφασίσθη ὅπως ἐξετασθοῦν περαιτέρω τὰ ζητήματα τὰ ἀφορῶντα τὴν διεθνῆ κατάστασιν, αἱ δὲ σχετικαὶ ἀποφάσεις θὰ ἀνακοινωθοῦν προσεχῶς. Ὁ ὑπουργὸς ἐτόνισεν ὅτι ἡ κυβέρνησις παρακολουθεῖ μετὰ προσοχῆς τὰς ἐξελίξεις καὶ ὅτι ἐλήφθησαν ἤδη ὅλα τὰ ἐνδεδειγμένα μέτρα διὰ τὴν διασφάλισιν τῶν συμφερόντων τῆς χώρας. Αἱ συνομιλίαι θὰ συνεχισθοῦν καὶ κατὰ τὰς ἑπομένας ἡμέρας εἰς τὴν πρωτεύουσαν μετὰ τῶν ἁρμοδίων παραγόντων. bbox=[992, 835, 1170, 948]
divider bbox=[437, 398, 613, 399]
dateline: ΛΟΝΔΙΝΟΝ, 8. (Ἀσσοσ. Πρές).— Ἡ βρετανικὴ κυβέρνησις... bbox=[1178, 1475, 1365, 1496]
dateline: ΛΟΝΔΙΝΟΝ, 8. (Ρώυτερ).— Ὁ πρωθυπουργὸς τῆς Ἑλλάδος κ. Κων. Καραμανλῆς καὶ ὁ ὑπουργὸς ἐξωτερικῶν κ. Ἀβέρωφ... bbox=[1178, 317, 1365, 348]
karamanlis-headline: ΔΥΟ ΣΥΝΑΝΤΗΣΕΙΣ ΘΑ ΕΧΟΥΝ ΜΕΤΑ ΤΟΥ κ. ΜΑΚ ΜΙΛΛΑΝ ΟΙ κ.κ. ΚΑΡΑΜΑΝΛΗΣ & ΑΒΕΡΩΦ bbox=[1184, 100, 1554, 183]
subheadline: ΤΗΝ 18ΗΝ ΤΡΕΧΟΝΤΟΣ ΣΥΝΑΝΤΑΤΑΙ ΠΡΟΣ ΤΟΥΤΟ bbox=[694, 98, 1098, 118]
dateline: ΝΕΑΠΟΛΙΣ, 8. (Ἀσσοσ. Πρές).— Στρατιωτικαὶ μονάδες καὶ τεθωρακισμένα αὐτοκίνητα συγκρούσθησαν τὴν νύκτα μὲ χιλιάδας ἐργατῶν, οἱ ὁποῖοι, ἀπεργήσαντες, ἐπετέθησαν ἐναντίον ἀστυνομικῶν... bbox=[18, 285, 220, 326]
body-paragraph: Κατὰ τὴν συνεδρίασιν τῆς κυβερνήσεως ἀπεφασίσθη ὅπως ἐξετασθοῦν περαιτέρω τὰ ζητήματα τὰ ἀφορῶντα τὴν διεθνῆ κατάστασιν, αἱ δὲ σχετικαὶ ἀποφάσεις θὰ ἀνακοινωθοῦν προσεχῶς. Ὁ ὑπουργὸς ἐτόνισεν ὅτι ἡ κυβέρνησις παρακολουθεῖ μετὰ προσοχῆς τὰς ἐξελίξεις καὶ ὅτι ἐλήφθησαν ἤδη ὅλα τὰ ἐνδεδειγμένα μέτρα διὰ τὴν διασφάλισιν τῶν συμφερόντων τῆς χώρας. Αἱ συνομιλίαι θὰ συνεχισθοῦν καὶ κατὰ τὰς ἑπομένας ἡμέρας εἰς τὴν πρωτεύουσαν μετὰ τῶν ἁρμοδίων παραγόντων. bbox=[807, 540, 985, 653]
divorce-headline: ΕΓΚΑΤΕΛΕΙΨΕ ΤΗΝ ΣΥΖΥΓΟΝ ΤΟΥ ΑΛΛΗΛΟΠΑΘΗΣ ΜΕ ΤΗΝ ΕΞΑΔΕΛΦΗΝ ΤΗΣ bbox=[448, 403, 603, 438]
body-paragraph: Κατὰ τὴν συνεδρίασιν τῆς κυβερνήσεως ἀπεφασίσθη ὅπως ἐξετασθοῦν περαιτέρω τὰ ζητήματα τὰ ἀφορῶντα τὴν διεθνῆ κατάστασιν, αἱ δὲ σχετικαὶ ἀποφάσεις θὰ ἀνακοινωθοῦν προσεχῶς. Ὁ ὑπουργὸς ἐτόνισεν ὅτι ἡ κυβέρνησις παρακολουθεῖ μετὰ προσοχῆς τὰς ἐξελίξεις καὶ ὅτι ἐλήφθησαν ἤδη ὅλα τὰ ἐνδεδειγμένα μέτρα διὰ τὴν διασφάλισιν τῶν συμφερόντων τῆς χώρας. Αἱ συνομιλίαι θὰ συνεχισθοῦν καὶ κατὰ τὰς ἑπομένας ἡμέρας εἰς τὴν πρωτεύουσαν μετὰ τῶν ἁρμοδίων παραγόντων. bbox=[992, 1460, 1170, 1574]
column-rule bbox=[1173, 18, 1174, 2332]
masthead-title: ΜΑΚΕΔΟΝΙΑ bbox=[1226, 24, 1512, 70]
dateline: ΜΟΣΧΑ, 8. (Ἀσσ. Πρές).— ... bbox=[1178, 1259, 1283, 1270]
body-paragraph: Κατὰ τὴν συνεδρίασιν τῆς κυβερνήσεως ἀπεφασίσθη ὅπως ἐξετασθοῦν περαιτέρω τὰ ζητήματα τὰ ἀφορῶντα τὴν διεθνῆ κατάστασιν, αἱ δὲ σχετικαὶ ἀποφάσεις θὰ ἀνακοινωθοῦν προσεχῶς. Ὁ ὑπουργὸς ἐτόνισεν ὅτι ἡ κυβέρνησις παρακολουθεῖ μετὰ προσοχῆς τὰς ἐξελίξεις καὶ ὅτι ἐλήφθησαν ἤδη ὅλα τὰ ἐνδεδειγμένα μέτρα διὰ τὴν διασφάλισιν τῶν συμφερόντων τῆς χώρας. Αἱ συνομιλίαι θὰ συνεχισθοῦν καὶ κατὰ τὰς ἑπομένας ἡμέρας εἰς τὴν πρωτεύουσαν μετὰ τῶν ἁρμοδίων παραγόντων. bbox=[437, 1390, 613, 1502]
body-paragraph: Κατὰ τὴν συνεδρίασιν τῆς κυβερνήσεως ἀπεφασίσθη ὅπως ἐξετασθοῦν περαιτέρω τὰ ζητήματα τὰ ἀφορῶντα τὴν διεθνῆ κατάστασιν, αἱ δὲ σχετικαὶ ἀποφάσεις θὰ ἀνακοινωθοῦν προσεχῶς. Ὁ ὑπουργὸς ἐτόνισεν ὅτι ἡ κυβέρνησις παρακολουθεῖ μετὰ προσοχῆς τὰς ἐξελίξεις καὶ ὅτι ἐλήφθησαν ἤδη ὅλα τὰ ἐνδεδειγμένα μέτρα διὰ τὴν διασφάλισιν τῶν συμφερόντων τῆς χώρας. Αἱ συνομιλίαι θὰ συνεχισθοῦν καὶ κατὰ τὰς ἑπομένας ἡμέρας εἰς τὴν πρωτεύουσαν μετὰ τῶν ἁρμοδίων παραγόντων. bbox=[437, 1721, 613, 1833]
body-paragraph: Κατὰ τὴν συνεδρίασιν τῆς κυβερνήσεως ἀπεφασίσθη ὅπως ἐξετασθοῦν περαιτέρω τὰ ζητήματα τὰ ἀφορῶντα τὴν διεθνῆ κατάστασιν, αἱ δὲ σχετικαὶ ἀποφάσεις θὰ ἀνακοινωθοῦν προσεχῶς. Ὁ ὑπουργὸς ἐτόνισεν ὅτι ἡ κυβέρνησις παρακολουθεῖ μετὰ προσοχῆς τὰς ἐξελίξεις καὶ ὅτι ἐλήφθησαν ἤδη ὅλα τὰ ἐνδεδειγμένα μέτρα διὰ τὴν διασφάλισιν τῶν συμφερόντων τῆς χώρας. Αἱ συνομιλίαι θὰ συνεχισθοῦν καὶ κατὰ τὰς ἑπομένας ἡμέρας εἰς τὴν πρωτεύουσαν μετὰ τῶν ἁρμοδίων παραγόντων. bbox=[1373, 317, 1560, 419]
column-4 bbox=[1178, 18, 1560, 2332]
body-paragraph: Κατὰ τὴν συνεδρίασιν τῆς κυβερνήσεως ἀπεφασίσθη ὅπως ἐξετασθοῦν περαιτέρω τὰ ζητήματα τὰ ἀφορῶντα τὴν διεθνῆ κατάστασιν, αἱ δὲ σχετικαὶ ἀποφάσεις θὰ ἀνακοινωθοῦν προσεχῶς. Ὁ ὑπουργὸς ἐτόνισεν ὅτι ἡ κυβέρνησις παρακολουθεῖ μετὰ προσοχῆς τὰς ἐξελίξεις καὶ ὅτι ἐλήφθησαν ἤδη ὅλα τὰ ἐνδεδειγμένα μέτρα διὰ τὴν διασφάλισιν τῶν συμφερόντων τῆς χώρας. Αἱ συνομιλίαι θὰ συνεχισθοῦν καὶ κατὰ τὰς ἑπομένας ἡμέρας εἰς τὴν πρωτεύουσαν μετὰ τῶν ἁρμοδίων παραγόντων. bbox=[1373, 1611, 1560, 1713]
divider bbox=[437, 762, 613, 763]
body-paragraph: Κατὰ τὴν συνεδρίασιν τῆς κυβερνήσεως ἀπεφασίσθη ὅπως ἐξετασθοῦν περαιτέρω τὰ ζητήματα τὰ ἀφορῶντα τὴν διεθνῆ κατάστασιν, αἱ δὲ σχετικαὶ ἀποφάσεις θὰ ἀνακοινωθοῦν προσεχῶς. Ὁ ὑπουργὸς ἐτόνισεν ὅτι ἡ κυβέρνησις παρακολουθεῖ μετὰ προσοχῆς τὰς ἐξελίξεις καὶ ὅτι ἐλήφθησαν ἤδη ὅλα τὰ ἐνδεδειγμένα μέτρα διὰ τὴν διασφάλισιν τῶν συμφερόντων τῆς χώρας. Αἱ συνομιλίαι θὰ συνεχισθοῦν καὶ κατὰ τὰς ἑπομένας ἡμέρας εἰς τὴν πρωτεύουσαν μετὰ τῶν ἁρμοδίων παραγόντων. bbox=[992, 1692, 1170, 1805]
divider bbox=[437, 209, 613, 210]
divider bbox=[18, 674, 429, 676]
divider bbox=[1178, 584, 1560, 586]
dateline: ΣΕΡΒΙΑ, 8.— Ἕνας νέος Ρωμαῖος... bbox=[437, 442, 562, 453]
article-body bbox=[621, 188, 1170, 657]
subheadline: ΚΑΙ ΟΙ ΒΑΣΙΛΕΙΣ bbox=[1428, 422, 1505, 434]
body-paragraph: Κατὰ τὴν συνεδρίασιν τῆς κυβερνήσεως ἀπεφασίσθη ὅπως ἐξετασθοῦν περαιτέρω τὰ ζητήματα τὰ ἀφορῶντα τὴν διεθνῆ κατάστασιν, αἱ δὲ σχετικαὶ ἀποφάσεις θὰ ἀνακοινωθοῦν προσεχῶς. Ὁ ὑπουργὸς ἐτόνισεν ὅτι ἡ κυβέρνησις παρακολουθεῖ μετὰ προσοχῆς τὰς ἐξελίξεις καὶ ὅτι ἐλήφθησαν ἤδη ὅλα τὰ ἐνδεδειγμένα μέτρα διὰ τὴν διασφάλισιν τῶν συμφερόντων τῆς χώρας. Αἱ συνομιλίαι θὰ συνεχισθοῦν καὶ κατὰ τὰς ἑπομένας ἡμέρας εἰς τὴν πρωτεύουσαν μετὰ τῶν ἁρμοδίων παραγόντων. bbox=[227, 824, 429, 917]
divider bbox=[621, 1190, 1170, 1192]
body-paragraph: Κατὰ τὴν συνεδρίασιν τῆς κυβερνήσεως ἀπεφασίσθη ὅπως ἐξετασθοῦν περαιτέρω τὰ ζητήματα τὰ ἀφορῶντα τὴν διεθνῆ κατάστασιν, αἱ δὲ σχετικαὶ ἀποφάσεις θὰ ἀνακοινωθοῦν προσεχῶς. Ὁ ὑπουργὸς ἐτόνισεν ὅτι ἡ κυβέρνησις παρακολουθεῖ μετὰ προσοχῆς τὰς ἐξελίξεις καὶ ὅτι ἐλήφθησαν ἤδη ὅλα τὰ ἐνδεδειγμένα μέτρα διὰ τὴν διασφάλισιν τῶν συμφερόντων τῆς χώρας. Αἱ συνομιλίαι θὰ συνεχισθοῦν καὶ κατὰ τὰς ἑπομένας ἡμέρας εἰς τὴν πρωτεύουσαν μετὰ τῶν ἁρμοδίων παραγόντων. bbox=[992, 1577, 1170, 1689]
body-paragraph: Κατὰ τὴν συνεδρίασιν τῆς κυβερνήσεως ἀπεφασίσθη ὅπως ἐξετασθοῦν περαιτέρω τὰ ζητήματα τὰ ἀφορῶντα τὴν διεθνῆ κατάστασιν, αἱ δὲ σχετικαὶ ἀποφάσεις θὰ ἀνακοινωθοῦν προσεχῶς. Ὁ ὑπουργὸς ἐτόνισεν ὅτι ἡ κυβέρνησις παρακολουθεῖ μετὰ προσοχῆς τὰς ἐξελίξεις καὶ ὅτι ἐλήφθησαν ἤδη ὅλα τὰ ἐνδεδειγμένα μέτρα διὰ τὴν διασφάλισιν τῶν συμφερόντων τῆς χώρας. Αἱ συνομιλίαι θὰ συνεχισθοῦν καὶ κατὰ τὰς ἑπομένας ἡμέρας εἰς τὴν πρωτεύουσαν μετὰ τῶν ἁρμοδίων παραγόντων. bbox=[807, 308, 985, 420]
